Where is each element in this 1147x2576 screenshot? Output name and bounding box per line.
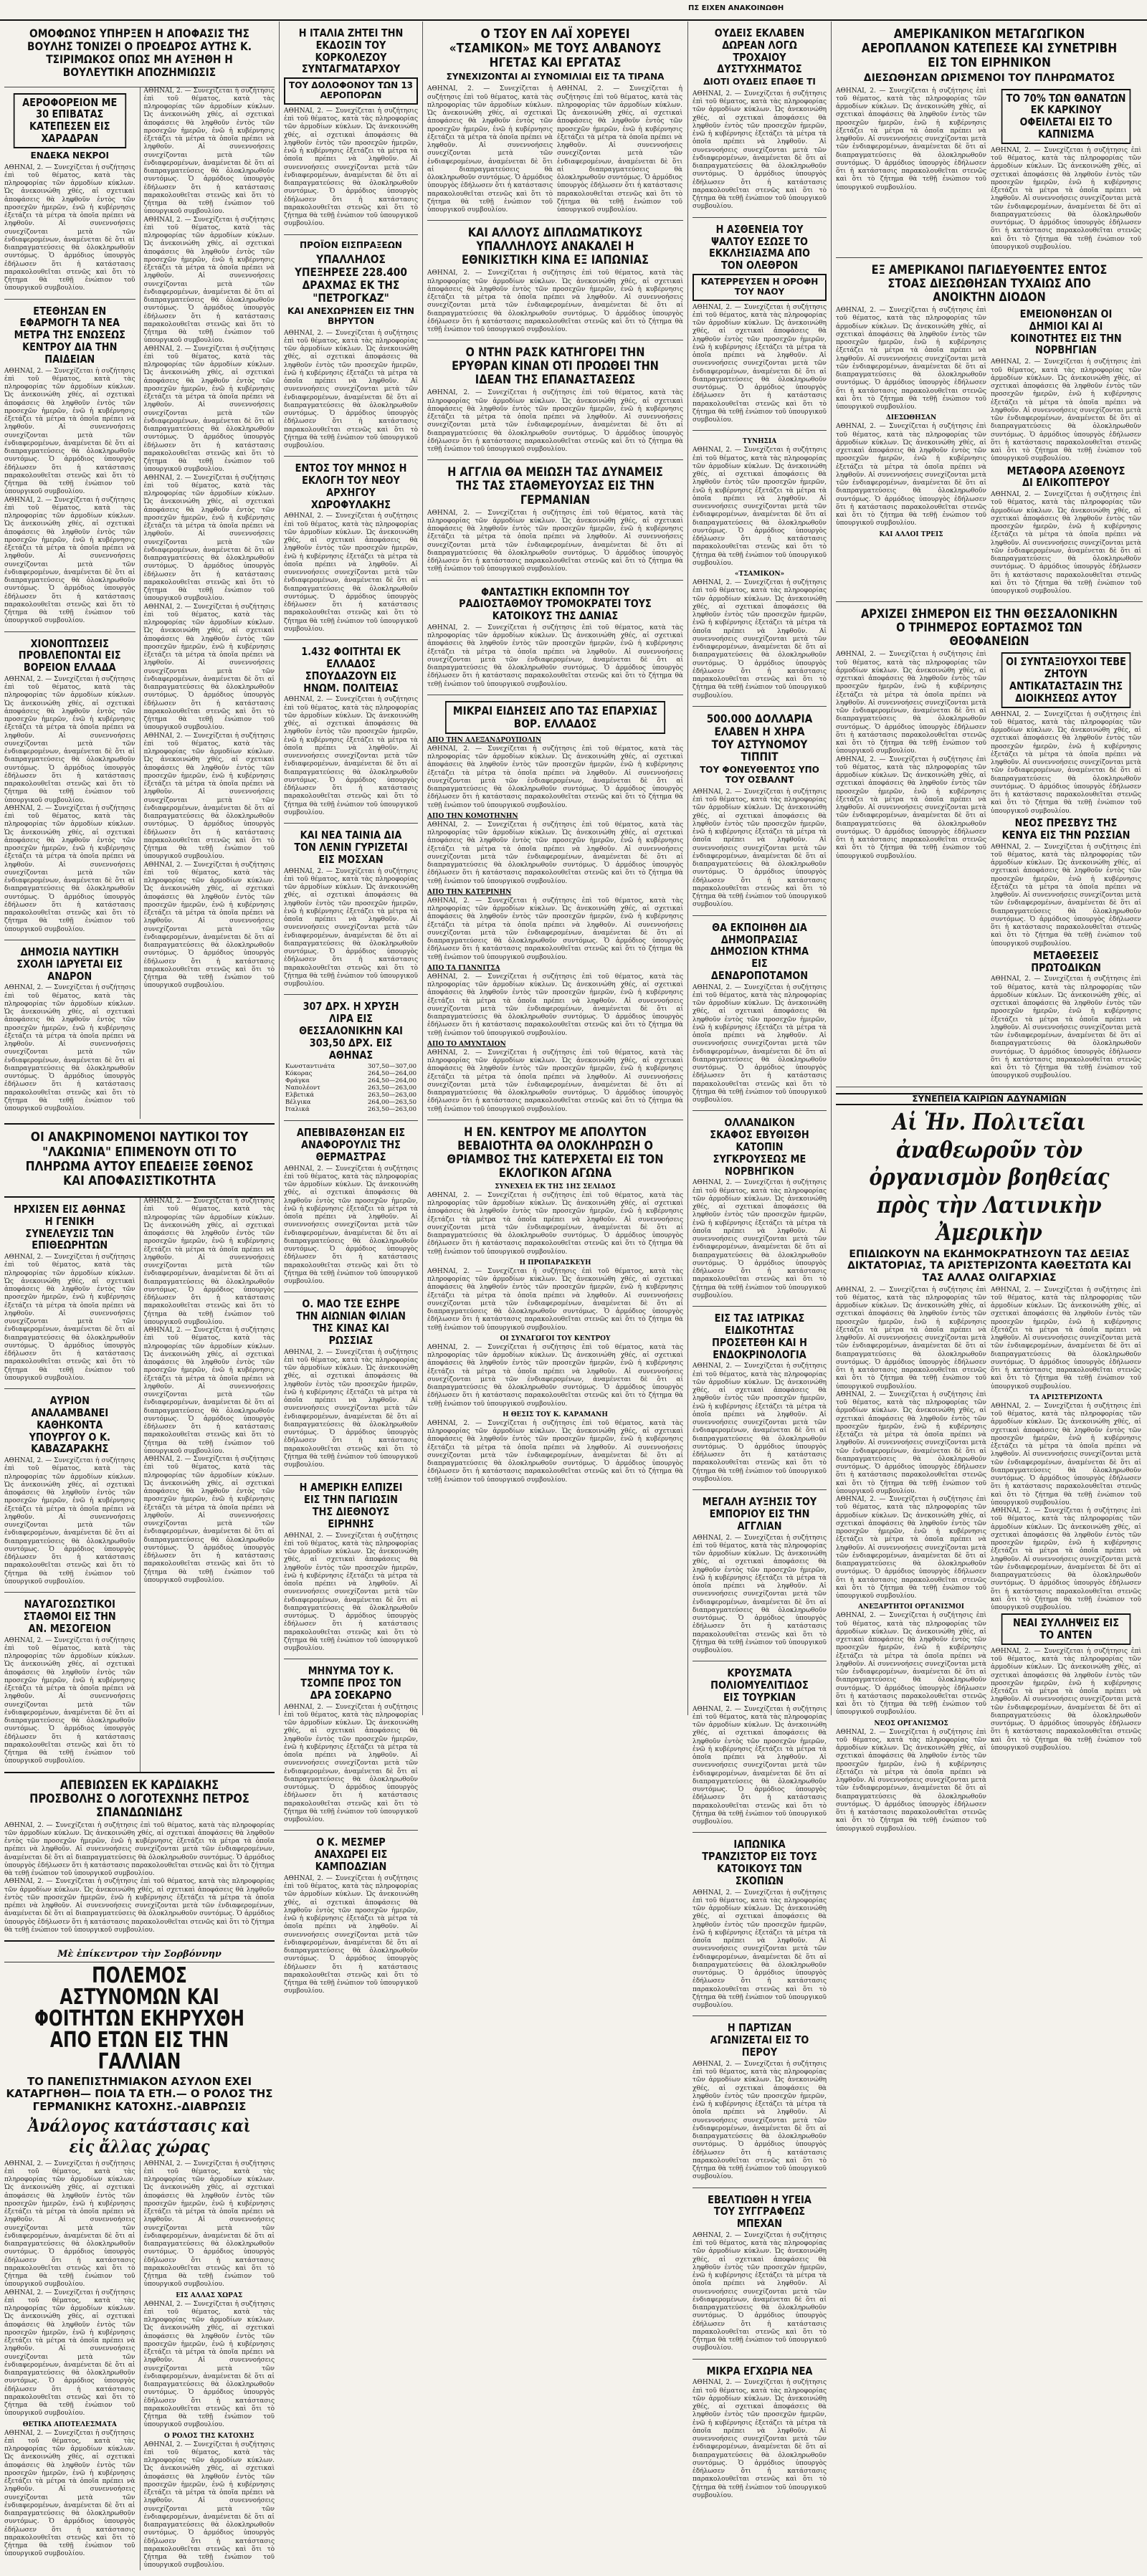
- body-text: ΑΘΗΝΑΙ, 2. — Συνεχίζεται ἡ συζήτησις ἐπὶ τοῦ θέματος, κατὰ τὰς πληροφορίας τῶν ἁρμοδίων κύκλων. Ὡς ἀνεκοινώθη χθές, αἱ σχετικαὶ ἀποφάσεις θὰ ληφθοῦν ἐντὸς τῶν προσεχῶν ἡμερῶν, ἐνῶ ἡ κυβέρνησις ἐξετάζει τὰ μέτρα τὰ ὁποῖα πρέπει νὰ ληφθοῦν. Αἱ συνεννοήσεις συνεχίζονται μετὰ τῶν ἐνδιαφερομένων, ἀναμένεται δὲ ὅτι αἱ διαπραγματεύσεις θὰ ὁλοκληρωθοῦν συντόμως. Ὁ ἁρμόδιος ὑπουργὸς ἐδήλωσεν ὅτι ἡ κατάστασις παρακολουθεῖται στενῶς καὶ ὅτι τὸ ζήτημα θὰ τεθῇ ἐνώπιον τοῦ ὑπουργικοῦ συμβουλίου.: [693, 1705, 827, 1826]
- price-row: [284, 1099, 418, 1106]
- article-tippit: [693, 707, 827, 916]
- body-text: ΑΘΗΝΑΙ, 2. — Συνεχίζεται ἡ συζήτησις ἐπὶ τοῦ θέματος, κατὰ τὰς πληροφορίας τῶν ἁρμοδίων κύκλων. Ὡς ἀνεκοινώθη χθές, αἱ σχετικαὶ ἀποφάσεις θὰ ληφθοῦν ἐντὸς τῶν προσεχῶν ἡμερῶν, ἐνῶ ἡ κυβέρνησις ἐξετάζει τὰ μέτρα τὰ ὁποῖα πρέπει νὰ ληφθοῦν. Αἱ συνεννοήσεις συνεχίζονται μετὰ τῶν ἐνδιαφερομένων, ἀναμένεται δὲ ὅτι αἱ διαπραγματεύσεις θὰ ὁλοκληρωθοῦν συντόμως. Ὁ ἁρμόδιος ὑπουργὸς ἐδήλωσεν ὅτι ἡ κατάστασις παρακολουθεῖται στενῶς καὶ ὅτι τὸ ζήτημα θὰ τεθῇ ἐνώπιον τοῦ ὑπουργικοῦ συμβουλίου.: [143, 1456, 275, 1584]
- col1-left: [4, 87, 135, 1120]
- intertitle: ΘΕΤΙΚΑ ΑΠΟΤΕΛΕΣΜΑΤΑ: [22, 2420, 117, 2428]
- body-text: ΑΘΗΝΑΙ, 2. — Συνεχίζεται ἡ συζήτησις ἐπὶ τοῦ θέματος, κατὰ τὰς πληροφορίας τῶν ἁρμοδίων κύκλων. Ὡς ἀνεκοινώθη χθές, αἱ σχετικαὶ ἀποφάσεις θὰ ληφθοῦν ἐντὸς τῶν προσεχῶν ἡμερῶν, ἐνῶ ἡ κυβέρνησις ἐξετάζει τὰ μέτρα τὰ ὁποῖα πρέπει νὰ ληφθοῦν. Αἱ συνεννοήσεις συνεχίζονται μετὰ τῶν ἐνδιαφερομένων, ἀναμένεται δὲ ὅτι αἱ διαπραγματεύσεις θὰ ὁλοκληρωθοῦν συντόμως. Ὁ ἁρμόδιος ὑπουργὸς ἐδήλωσεν ὅτι ἡ κατάστασις παρακολουθεῖται στενῶς καὶ ὅτι τὸ ζήτημα θὰ τεθῇ ἐνώπιον τοῦ ὑπουργικοῦ συμβουλίου.: [4, 1878, 275, 1934]
- place-heading: ΑΠΟ ΤΗΝ ΚΑΤΕΡΙΝΗΝ: [427, 888, 512, 896]
- body-text: ΑΘΗΝΑΙ, 2. — Συνεχίζεται ἡ συζήτησις ἐπὶ τοῦ θέματος, κατὰ τὰς πληροφορίας τῶν ἁρμοδίων κύκλων. Ὡς ἀνεκοινώθη χθές, αἱ σχετικαὶ ἀποφάσεις θὰ ληφθοῦν ἐντὸς τῶν προσεχῶν ἡμερῶν, ἐνῶ ἡ κυβέρνησις ἐξετάζει τὰ μέτρα τὰ ὁποῖα πρέπει νὰ ληφθοῦν. Αἱ συνεννοήσεις συνεχίζονται μετὰ τῶν ἐνδιαφερομένων, ἀναμένεται δὲ ὅτι αἱ διαπραγματεύσεις θὰ ὁλοκληρωθοῦν συντόμως. Ὁ ἁρμόδιος ὑπουργὸς ἐδήλωσεν ὅτι ἡ κατάστασις παρακολουθεῖται στενῶς καὶ ὅτι τὸ ζήτημα θὰ τεθῇ ἐνώπιον τοῦ ὑπουργικοῦ συμβουλίου.: [427, 85, 553, 214]
- article-enosi-kentrou: [427, 1120, 683, 1490]
- article-body-split: [427, 85, 683, 214]
- price-row: [284, 1084, 418, 1092]
- body-text: ΑΘΗΝΑΙ, 2. — Συνεχίζεται ἡ συζήτησις ἐπὶ τοῦ θέματος, κατὰ τὰς πληροφορίας τῶν ἁρμοδίων κύκλων. Ὡς ἀνεκοινώθη χθές, αἱ σχετικαὶ ἀποφάσεις θὰ ληφθοῦν ἐντὸς τῶν προσεχῶν ἡμερῶν, ἐνῶ ἡ κυβέρνησις ἐξετάζει τὰ μέτρα τὰ ὁποῖα πρέπει νὰ ληφθοῦν. Αἱ συνεννοήσεις συνεχίζονται μετὰ τῶν ἐνδιαφερομένων, ἀναμένεται δὲ ὅτι αἱ διαπραγματεύσεις θὰ ὁλοκληρωθοῦν συντόμως. Ὁ ἁρμόδιος ὑπουργὸς ἐδήλωσεν ὅτι ἡ κατάστασις παρακολουθεῖται στενῶς καὶ ὅτι τὸ ζήτημα θὰ τεθῇ ἐνώπιον τοῦ ὑπουργικοῦ συμβουλίου.: [991, 1402, 1141, 1507]
- headline: ΜΕΓΑΛΗ ΑΥΞΗΣΙΣ ΤΟΥ ΕΜΠΟΡΙΟΥ ΕΙΣ ΤΗΝ ΑΓΓΛΙΑΝ: [702, 1495, 817, 1532]
- place-heading: ΑΠΟ ΤΑ ΓΙΑΝΝΙΤΣΑ: [427, 964, 500, 972]
- headline: ΑΠΕΒΙΩΣΕΝ ΕΚ ΚΑΡΔΙΑΚΗΣ ΠΡΟΣΒΟΛΗΣ Ο ΛΟΓΟΤΕΧΝΗΣ ΠΕΤΡΟΣ ΣΠΑΝΔΩΝΙΔΗΣ: [29, 1778, 249, 1820]
- article-dystyxima: [693, 22, 827, 218]
- headline: ΘΑ ΕΚΠΟΙΗΘΗ ΔΙΑ ΔΗΜΟΠΡΑΣΙΑΣ ΔΗΜΟΣΙΟΝ ΚΤΗΜΑ ΕΙΣ ΔΕΝΔΡΟΠΟΤΑΜΟΝ: [710, 920, 809, 982]
- price-table: [284, 1063, 418, 1113]
- body-text: ΑΘΗΝΑΙ, 2. — Συνεχίζεται ἡ συζήτησις ἐπὶ τοῦ θέματος, κατὰ τὰς πληροφορίας τῶν ἁρμοδίων κύκλων. Ὡς ἀνεκοινώθη χθές, αἱ σχετικαὶ ἀποφάσεις θὰ ληφθοῦν ἐντὸς τῶν προσεχῶν ἡμερῶν, ἐνῶ ἡ κυβέρνησις ἐξετάζει τὰ μέτρα τὰ ὁποῖα πρέπει νὰ ληφθοῦν. Αἱ συνεννοήσεις συνεχίζονται μετὰ τῶν ἐνδιαφερομένων, ἀναμένεται δὲ ὅτι αἱ διαπραγματεύσεις θὰ ὁλοκληρωθοῦν συντόμως. Ὁ ἁρμόδιος ὑπουργὸς ἐδήλωσεν ὅτι ἡ κατάστασις παρακολουθεῖται στενῶς καὶ ὅτι τὸ ζήτημα θὰ τεθῇ ἐνώπιον τοῦ ὑπουργικοῦ συμβουλίου.: [143, 2300, 275, 2429]
- headline: ΑΥΡΙΟΝ ΑΝΑΛΑΜΒΑΝΕΙ ΚΑΘΗΚΟΝΤΑ ΥΠΟΥΡΓΟΥ Ο Κ. ΚΑΒΑΖΑΡΑΚΗΣ: [29, 1394, 110, 1456]
- column-2: [280, 22, 423, 1995]
- article-italia: [284, 22, 418, 235]
- body-text: ΑΘΗΝΑΙ, 2. — Συνεχίζεται ἡ συζήτησις ἐπὶ τοῦ θέματος, κατὰ τὰς πληροφορίας τῶν ἁρμοδίων κύκλων. Ὡς ἀνεκοινώθη χθές, αἱ σχετικαὶ ἀποφάσεις θὰ ληφθοῦν ἐντὸς τῶν προσεχῶν ἡμερῶν, ἐνῶ ἡ κυβέρνησις ἐξετάζει τὰ μέτρα τὰ ὁποῖα πρέπει νὰ ληφθοῦν. Αἱ συνεννοήσεις συνεχίζονται μετὰ τῶν ἐνδιαφερομένων, ἀναμένεται δὲ ὅτι αἱ διαπραγματεύσεις θὰ ὁλοκληρωθοῦν συντόμως. Ὁ ἁρμόδιος ὑπουργὸς ἐδήλωσεν ὅτι ἡ κατάστασις παρακολουθεῖται στενῶς καὶ ὅτι τὸ ζήτημα θὰ τεθῇ ἐνώπιον τοῦ ὑπουργικοῦ συμβουλίου.: [836, 423, 986, 528]
- body-text: ΑΘΗΝΑΙ, 2. — Συνεχίζεται ἡ συζήτησις ἐπὶ τοῦ θέματος, κατὰ τὰς πληροφορίας τῶν ἁρμοδίων κύκλων. Ὡς ἀνεκοινώθη χθές, αἱ σχετικαὶ ἀποφάσεις θὰ ληφθοῦν ἐντὸς τῶν προσεχῶν ἡμερῶν, ἐνῶ ἡ κυβέρνησις ἐξετάζει τὰ μέτρα τὰ ὁποῖα πρέπει νὰ ληφθοῦν. Αἱ συνεννοήσεις συνεχίζονται μετὰ τῶν ἐνδιαφερομένων, ἀναμένεται δὲ ὅτι αἱ διαπραγματεύσεις θὰ ὁλοκληρωθοῦν συντόμως. Ὁ ἁρμόδιος ὑπουργὸς ἐδήλωσεν ὅτι ἡ κατάστασις παρακολουθεῖται στενῶς καὶ ὅτι τὸ ζήτημα θὰ τεθῇ ἐνώπιον τοῦ ὑπουργικοῦ συμβουλίου.: [284, 1874, 418, 1995]
- body-text: ΑΘΗΝΑΙ, 2. — Συνεχίζεται ἡ συζήτησις ἐπὶ τοῦ θέματος, κατὰ τὰς πληροφορίας τῶν ἁρμοδίων κύκλων. Ὡς ἀνεκοινώθη χθές, αἱ σχετικαὶ ἀποφάσεις θὰ ληφθοῦν ἐντὸς τῶν προσεχῶν ἡμερῶν, ἐνῶ ἡ κυβέρνησις ἐξετάζει τὰ μέτρα τὰ ὁποῖα πρέπει νὰ ληφθοῦν. Αἱ συνεννοήσεις συνεχίζονται μετὰ τῶν ἐνδιαφερομένων, ἀναμένεται δὲ ὅτι αἱ διαπραγματεύσεις θὰ ὁλοκληρωθοῦν συντόμως. Ὁ ἁρμόδιος ὑπουργὸς ἐδήλωσεν ὅτι ἡ κατάστασις παρακολουθεῖται στενῶς καὶ ὅτι τὸ ζήτημα θὰ τεθῇ ἐνώπιον τοῦ ὑπουργικοῦ συμβουλίου.: [143, 345, 275, 474]
- column-3: [423, 22, 688, 1715]
- body-text: ΑΘΗΝΑΙ, 2. — Συνεχίζεται ἡ συζήτησις ἐπὶ τοῦ θέματος, κατὰ τὰς πληροφορίας τῶν ἁρμοδίων κύκλων. Ὡς ἀνεκοινώθη χθές, αἱ σχετικαὶ ἀποφάσεις θὰ ληφθοῦν ἐντὸς τῶν προσεχῶν ἡμερῶν, ἐνῶ ἡ κυβέρνησις ἐξετάζει τὰ μέτρα τὰ ὁποῖα πρέπει νὰ ληφθοῦν. Αἱ συνεννοήσεις συνεχίζονται μετὰ τῶν ἐνδιαφερομένων, ἀναμένεται δὲ ὅτι αἱ διαπραγματεύσεις θὰ ὁλοκληρωθοῦν συντόμως. Ὁ ἁρμόδιος ὑπουργὸς ἐδήλωσεν ὅτι ἡ κατάστασις παρακολουθεῖται στενῶς καὶ ὅτι τὸ ζήτημα θὰ τεθῇ ἐνώπιον τοῦ ὑπουργικοῦ συμβουλίου.: [427, 821, 683, 885]
- headline: Ο. ΜΑΟ ΤΣΕ ΕΣΗΡΕ ΤΗΝ ΑΙΩΝΙΑΝ ΦΙΛΙΑΝ ΤΗΣ ΚΙΝΑΣ ΚΑΙ ΡΩΣΣΙΑΣ: [296, 1297, 406, 1347]
- headline: ΑΜΕΡΙΚΑΝΙΚΟΝ ΜΕΤΑΓΩΓΙΚΟΝ ΑΕΡΟΠΛΑΝΟΝ ΚΑΤΕΠΕΣΕ ΚΑΙ ΣΥΝΕΤΡΙΒΗ ΕΙΣ ΤΟΝ ΕΙΡΗΝΙΚΟΝ: [861, 27, 1118, 71]
- headline: ΟΜΟΦΩΝΟΣ ΥΠΗΡΞΕΝ Η ΑΠΟΦΑΣΙΣ ΤΗΣ ΒΟΥΛΗΣ ΤΟΝΙΖΕΙ Ο ΠΡΟΕΔΡΟΣ ΑΥΤΗΣ Κ. ΤΣΙΡΙΜΩΚΟΣ ΟΠΩΣ ΜΗ ΑΥΞΗΘΗ Η ΒΟΥΛΕΥΤΙΚΗ ΑΠΟΖΗΜΙΩΣΙΣ: [27, 27, 252, 79]
- intertitle: ΣΥΝΕΧΕΙΑ ΕΚ ΤΗΣ 1ΗΣ ΣΕΛΙΔΟΣ: [495, 1183, 616, 1191]
- body-text: ΑΘΗΝΑΙ, 2. — Συνεχίζεται ἡ συζήτησις ἐπὶ τοῦ θέματος, κατὰ τὰς πληροφορίας τῶν ἁρμοδίων κύκλων. Ὡς ἀνεκοινώθη χθές, αἱ σχετικαὶ ἀποφάσεις θὰ ληφθοῦν ἐντὸς τῶν προσεχῶν ἡμερῶν, ἐνῶ ἡ κυβέρνησις ἐξετάζει τὰ μέτρα τὰ ὁποῖα πρέπει νὰ ληφθοῦν. Αἱ συνεννοήσεις συνεχίζονται μετὰ τῶν ἐνδιαφερομένων, ἀναμένεται δὲ ὅτι αἱ διαπραγματεύσεις θὰ ὁλοκληρωθοῦν συντόμως. Ὁ ἁρμόδιος ὑπουργὸς ἐδήλωσεν ὅτι ἡ κατάστασις παρακολουθεῖται στενῶς καὶ ὅτι τὸ ζήτημα θὰ τεθῇ ἐνώπιον τοῦ ὑπουργικοῦ συμβουλίου.: [4, 1636, 135, 1765]
- price-label: Φράγκα: [285, 1077, 310, 1085]
- headline: ΜΕΤΑΦΟΡΑ ΑΣΘΕΝΟΥΣ ΔΙ ΕΛΙΚΟΠΤΕΡΟΥ: [1006, 464, 1125, 490]
- body-text: ΑΘΗΝΑΙ, 2. — Συνεχίζεται ἡ συζήτησις ἐπὶ τοῦ θέματος, κατὰ τὰς πληροφορίας τῶν ἁρμοδίων κύκλων. Ὡς ἀνεκοινώθη χθές, αἱ σχετικαὶ ἀποφάσεις θὰ ληφθοῦν ἐντὸς τῶν προσεχῶν ἡμερῶν, ἐνῶ ἡ κυβέρνησις ἐξετάζει τὰ μέτρα τὰ ὁποῖα πρέπει νὰ ληφθοῦν. Αἱ συνεννοήσεις συνεχίζονται μετὰ τῶν ἐνδιαφερομένων, ἀναμένεται δὲ ὅτι αἱ διαπραγματεύσεις θὰ ὁλοκληρωθοῦν συντόμως. Ὁ ἁρμόδιος ὑπουργὸς ἐδήλωσεν ὅτι ἡ κατάστασις παρακολουθεῖται στενῶς καὶ ὅτι τὸ ζήτημα θὰ τεθῇ ἐνώπιον τοῦ ὑπουργικοῦ συμβουλίου.: [427, 1267, 683, 1332]
- price-row: [284, 1070, 418, 1077]
- body-text: ΑΘΗΝΑΙ, 2. — Συνεχίζεται ἡ συζήτησις ἐπὶ τοῦ θέματος, κατὰ τὰς πληροφορίας τῶν ἁρμοδίων κύκλων. Ὡς ἀνεκοινώθη χθές, αἱ σχετικαὶ ἀποφάσεις θὰ ληφθοῦν ἐντὸς τῶν προσεχῶν ἡμερῶν, ἐνῶ ἡ κυβέρνησις ἐξετάζει τὰ μέτρα τὰ ὁποῖα πρέπει νὰ ληφθοῦν. Αἱ συνεννοήσεις συνεχίζονται μετὰ τῶν ἐνδιαφερομένων, ἀναμένεται δὲ ὅτι αἱ διαπραγματεύσεις θὰ ὁλοκληρωθοῦν συντόμως. Ὁ ἁρμόδιος ὑπουργὸς ἐδήλωσεν ὅτι ἡ κατάστασις παρακολουθεῖται στενῶς καὶ ὅτι τὸ ζήτημα θὰ τεθῇ ἐνώπιον τοῦ ὑπουργικοῦ συμβουλίου.: [427, 1419, 683, 1484]
- article-tynisia: [693, 431, 827, 707]
- article-amerika-eirini: [284, 1476, 418, 1659]
- body-text: ΑΘΗΝΑΙ, 2. — Συνεχίζεται ἡ συζήτησις ἐπὶ τοῦ θέματος, κατὰ τὰς πληροφορίας τῶν ἁρμοδίων κύκλων. Ὡς ἀνεκοινώθη χθές, αἱ σχετικαὶ ἀποφάσεις θὰ ληφθοῦν ἐντὸς τῶν προσεχῶν ἡμερῶν, ἐνῶ ἡ κυβέρνησις ἐξετάζει τὰ μέτρα τὰ ὁποῖα πρέπει νὰ ληφθοῦν. Αἱ συνεννοήσεις συνεχίζονται μετὰ τῶν ἐνδιαφερομένων, ἀναμένεται δὲ ὅτι αἱ διαπραγματεύσεις θὰ ὁλοκληρωθοῦν συντόμως. Ὁ ἁρμόδιος ὑπουργὸς ἐδήλωσεν ὅτι ἡ κατάστασις παρακολουθεῖται στενῶς καὶ ὅτι τὸ ζήτημα θὰ τεθῇ ἐνώπιον τοῦ ὑπουργικοῦ συμβουλίου.: [4, 804, 135, 933]
- kicker: Μὲ ἐπίκεντρον τὴν Σορβόννην: [4, 1949, 275, 1962]
- place-heading: ΑΠΟ ΤΟ ΑΜΥΝΤΑΙΟΝ: [427, 1040, 506, 1048]
- body-text: ΑΘΗΝΑΙ, 2. — Συνεχίζεται ἡ συζήτησις ἐπὶ τοῦ θέματος, κατὰ τὰς πληροφορίας τῶν ἁρμοδίων κύκλων. Ὡς ἀνεκοινώθη χθές, αἱ σχετικαὶ ἀποφάσεις θὰ ληφθοῦν ἐντὸς τῶν προσεχῶν ἡμερῶν, ἐνῶ ἡ κυβέρνησις ἐξετάζει τὰ μέτρα τὰ ὁποῖα πρέπει νὰ ληφθοῦν. Αἱ συνεννοήσεις συνεχίζονται μετὰ τῶν ἐνδιαφερομένων, ἀναμένεται δὲ ὅτι αἱ διαπραγματεύσεις θὰ ὁλοκληρωθοῦν συντόμως. Ὁ ἁρμόδιος ὑπουργὸς ἐδήλωσεν ὅτι ἡ κατάστασις παρακολουθεῖται στενῶς καὶ ὅτι τὸ ζήτημα θὰ τεθῇ ἐνώπιον τοῦ ὑπουργικοῦ συμβουλίου.: [427, 509, 683, 573]
- headline: Ο ΤΣΟΥ ΕΝ ΛΑΪ ΧΟΡΕΥΕΙ «ΤΣΑΜΙΚΟΝ» ΜΕ ΤΟΥΣ ΑΛΒΑΝΟΥΣ ΗΓΕΤΑΣ ΚΑΙ ΕΡΓΑΤΑΣ: [449, 27, 662, 71]
- subheadline: ΕΠΙΔΙΩΚΟΥΝ ΝΑ ΕΚΔΗΜΟΚΡΑΤΗΣΟΥΝ ΤΑΣ ΔΕΞΙΑΣ ΔΙΚΤΑΤΟΡΙΑΣ, ΤΑ ΑΡΙΣΤΕΡΙΖΟΝΤΑ ΚΑΘΕΣΤΩΤΑ ΚΑΙ ΤΑΣ ΑΛΛΑΣ ΟΛΙΓΑΡΧΙΑΣ: [847, 1249, 1131, 1284]
- article-endokrinologia: [693, 1307, 827, 1490]
- headline: Ο ΝΤΗΝ ΡΑΣΚ ΚΑΤΗΓΟΡΕΙ ΤΗΝ ΕΡΥΘΡΑΝ ΚΙΝΑΝ ΟΤΙ ΠΡΟΩΘΕΙ ΤΗΝ ΙΔΕΑΝ ΤΗΣ ΕΠΑΝΑΣΤΑΣΕΩΣ: [452, 345, 659, 388]
- body-text: ΑΘΗΝΑΙ, 2. — Συνεχίζεται ἡ συζήτησις ἐπὶ τοῦ θέματος, κατὰ τὰς πληροφορίας τῶν ἁρμοδίων κύκλων. Ὡς ἀνεκοινώθη χθές, αἱ σχετικαὶ ἀποφάσεις θὰ ληφθοῦν ἐντὸς τῶν προσεχῶν ἡμερῶν, ἐνῶ ἡ κυβέρνησις ἐξετάζει τὰ μέτρα τὰ ὁποῖα πρέπει νὰ ληφθοῦν. Αἱ συνεννοήσεις συνεχίζονται μετὰ τῶν ἐνδιαφερομένων, ἀναμένεται δὲ ὅτι αἱ διαπραγματεύσεις θὰ ὁλοκληρωθοῦν συντόμως. Ὁ ἁρμόδιος ὑπουργὸς ἐδήλωσεν ὅτι ἡ κατάστασις παρακολουθεῖται στενῶς καὶ ὅτι τὸ ζήτημα θὰ τεθῇ ἐνώπιον τοῦ ὑπουργικοῦ συμβουλίου.: [284, 107, 418, 228]
- article-bouli: [4, 22, 275, 87]
- body-text: ΑΘΗΝΑΙ, 2. — Συνεχίζεται ἡ συζήτησις ἐπὶ τοῦ θέματος, κατὰ τὰς πληροφορίας τῶν ἁρμοδίων κύκλων. Ὡς ἀνεκοινώθη χθές, αἱ σχετικαὶ ἀποφάσεις θὰ ληφθοῦν ἐντὸς τῶν προσεχῶν ἡμερῶν, ἐνῶ ἡ κυβέρνησις ἐξετάζει τὰ μέτρα τὰ ὁποῖα πρέπει νὰ ληφθοῦν. Αἱ συνεννοήσεις συνεχίζονται μετὰ τῶν ἐνδιαφερομένων, ἀναμένεται δὲ ὅτι αἱ διαπραγματεύσεις θὰ ὁλοκληρωθοῦν συντόμως. Ὁ ἁρμόδιος ὑπουργὸς ἐδήλωσεν ὅτι ἡ κατάστασις παρακολουθεῖται στενῶς καὶ ὅτι τὸ ζήτημα θὰ τεθῇ ἐνώπιον τοῦ ὑπουργικοῦ συμβουλίου.: [143, 2160, 275, 2289]
- article-mikra-nea: [693, 2360, 827, 2506]
- article-anglia: [427, 460, 683, 580]
- headline: ΑΠΕΒΙΒΑΣΘΗΣΑΝ ΕΙΣ ΑΝΑΦΟΡΟΥΛΙΣ ΤΗΣ ΘΕΡΜΑΣΤΡΑΣ: [296, 1126, 406, 1163]
- intertitle: Η ΠΡΟΠΑΡΑΣΚΕΥΗ: [519, 1259, 591, 1266]
- subheadline: ΚΑΤΕΡΡΕΥΣΕΝ Η ΟΡΟΦΗ ΤΟΥ ΝΑΟΥ: [693, 274, 827, 301]
- body-text: ΑΘΗΝΑΙ, 2. — Συνεχίζεται ἡ συζήτησις ἐπὶ τοῦ θέματος, κατὰ τὰς πληροφορίας τῶν ἁρμοδίων κύκλων. Ὡς ἀνεκοινώθη χθές, αἱ σχετικαὶ ἀποφάσεις θὰ ληφθοῦν ἐντὸς τῶν προσεχῶν ἡμερῶν, ἐνῶ ἡ κυβέρνησις ἐξετάζει τὰ μέτρα τὰ ὁποῖα πρέπει νὰ ληφθοῦν. Αἱ συνεννοήσεις συνεχίζονται μετὰ τῶν ἐνδιαφερομένων, ἀναμένεται δὲ ὅτι αἱ διαπραγματεύσεις θὰ ὁλοκληρωθοῦν συντόμως. Ὁ ἁρμόδιος ὑπουργὸς ἐδήλωσεν ὅτι ἡ κατάστασις παρακολουθεῖται στενῶς καὶ ὅτι τὸ ζήτημα θὰ τεθῇ ἐνώπιον τοῦ ὑπουργικοῦ συμβουλίου.: [427, 1343, 683, 1408]
- article-foitites: [284, 640, 418, 824]
- body-text: ΑΘΗΝΑΙ, 2. — Συνεχίζεται ἡ συζήτησις ἐπὶ τοῦ θέματος, κατὰ τὰς πληροφορίας τῶν ἁρμοδίων κύκλων. Ὡς ἀνεκοινώθη χθές, αἱ σχετικαὶ ἀποφάσεις θὰ ληφθοῦν ἐντὸς τῶν προσεχῶν ἡμερῶν, ἐνῶ ἡ κυβέρνησις ἐξετάζει τὰ μέτρα τὰ ὁποῖα πρέπει νὰ ληφθοῦν. Αἱ συνεννοήσεις συνεχίζονται μετὰ τῶν ἐνδιαφερομένων, ἀναμένεται δὲ ὅτι αἱ διαπραγματεύσεις θὰ ὁλοκληρωθοῦν συντόμως. Ὁ ἁρμόδιος ὑπουργὸς ἐδήλωσεν ὅτι ἡ κατάστασις παρακολουθεῖται στενῶς καὶ ὅτι τὸ ζήτημα θὰ τεθῇ ἐνώπιον τοῦ ὑπουργικοῦ συμβουλίου.: [143, 87, 275, 216]
- col1-right: [140, 87, 275, 1120]
- article-aeroforeion: [4, 87, 135, 300]
- headline: Η ΑΓΓΛΙΑ ΘΑ ΜΕΙΩΣΗ ΤΑΣ ΔΥΝΑΜΕΙΣ ΤΗΣ ΤΑΣ ΣΤΑΘΜΕΥΟΥΣΑΣ ΕΙΣ ΤΗΝ ΓΕΡΜΑΝΙΑΝ: [447, 465, 663, 507]
- body-text: ΑΘΗΝΑΙ, 2. — Συνεχίζεται ἡ συζήτησις ἐπὶ τοῦ θέματος, κατὰ τὰς πληροφορίας τῶν ἁρμοδίων κύκλων. Ὡς ἀνεκοινώθη χθές, αἱ σχετικαὶ ἀποφάσεις θὰ ληφθοῦν ἐντὸς τῶν προσεχῶν ἡμερῶν, ἐνῶ ἡ κυβέρνησις ἐξετάζει τὰ μέτρα τὰ ὁποῖα πρέπει νὰ ληφθοῦν. Αἱ συνεννοήσεις συνεχίζονται μετὰ τῶν ἐνδιαφερομένων, ἀναμένεται δὲ ὅτι αἱ διαπραγματεύσεις θὰ ὁλοκληρωθοῦν συντόμως. Ὁ ἁρμόδιος ὑπουργὸς ἐδήλωσεν ὅτι ἡ κατάστασις παρακολουθεῖται στενῶς καὶ ὅτι τὸ ζήτημα θὰ τεθῇ ἐνώπιον τοῦ ὑπουργικοῦ συμβουλίου.: [693, 1179, 827, 1299]
- body-text: ΑΘΗΝΑΙ, 2. — Συνεχίζεται ἡ συζήτησις ἐπὶ τοῦ θέματος, κατὰ τὰς πληροφορίας τῶν ἁρμοδίων κύκλων. Ὡς ἀνεκοινώθη χθές, αἱ σχετικαὶ ἀποφάσεις θὰ ληφθοῦν ἐντὸς τῶν προσεχῶν ἡμερῶν, ἐνῶ ἡ κυβέρνησις ἐξετάζει τὰ μέτρα τὰ ὁποῖα πρέπει νὰ ληφθοῦν. Αἱ συνεννοήσεις συνεχίζονται μετὰ τῶν ἐνδιαφερομένων, ἀναμένεται δὲ ὅτι αἱ διαπραγματεύσεις θὰ ὁλοκληρωθοῦν συντόμως. Ὁ ἁρμόδιος ὑπουργὸς ἐδήλωσεν ὅτι ἡ κατάστασις παρακολουθεῖται στενῶς καὶ ὅτι τὸ ζήτημα θὰ τεθῇ ἐνώπιον τοῦ ὑπουργικοῦ συμβουλίου.: [4, 1457, 135, 1585]
- headline: ΦΑΝΤΑΣΤΙΚΗ ΕΚΠΟΜΠΗ ΤΟΥ ΡΑΔΙΟΣΤΑΘΜΟΥ ΤΡΟΜΟΚΡΑΤΕΙ ΤΟΥΣ ΚΑΤΟΙΚΟΥΣ ΤΗΣ ΔΑΝΙΑΣ: [459, 585, 652, 623]
- article-polio: [693, 1661, 827, 1833]
- body-text: ΑΘΗΝΑΙ, 2. — Συνεχίζεται ἡ συζήτησις ἐπὶ τοῦ θέματος, κατὰ τὰς πληροφορίας τῶν ἁρμοδίων κύκλων. Ὡς ἀνεκοινώθη χθές, αἱ σχετικαὶ ἀποφάσεις θὰ ληφθοῦν ἐντὸς τῶν προσεχῶν ἡμερῶν, ἐνῶ ἡ κυβέρνησις ἐξετάζει τὰ μέτρα τὰ ὁποῖα πρέπει νὰ ληφθοῦν. Αἱ συνεννοήσεις συνεχίζονται μετὰ τῶν ἐνδιαφερομένων, ἀναμένεται δὲ ὅτι αἱ διαπραγματεύσεις θὰ ὁλοκληρωθοῦν συντόμως. Ὁ ἁρμόδιος ὑπουργὸς ἐδήλωσεν ὅτι ἡ κατάστασις παρακολουθεῖται στενῶς καὶ ὅτι τὸ ζήτημα θὰ τεθῇ ἐνώπιον τοῦ ὑπουργικοῦ συμβουλίου.: [836, 87, 986, 191]
- intertitle: ΚΑΙ ΑΛΛΟΙ ΤΡΕΙΣ: [879, 530, 943, 538]
- article-skafos: [693, 1111, 827, 1307]
- price-value: 263,50—263,00: [368, 1084, 417, 1092]
- article-body-split: [836, 87, 1143, 252]
- headline: ΚΑΙ ΑΛΛΟΥΣ ΔΙΠΛΩΜΑΤΙΚΟΥΣ ΥΠΑΛΛΗΛΟΥΣ ΑΝΑΚΑΛΕΙ Η ΕΘΝΙΚΙΣΤΙΚΗ ΚΙΝΑ ΕΞ ΙΑΠΩΝΙΑΣ: [461, 226, 649, 268]
- article-body-split: [836, 651, 1143, 1080]
- headline: ΜΕΤΑΘΕΣΕΙΣ ΠΡΩΤΟΔΙΚΩΝ: [1031, 948, 1101, 974]
- body-text: ΑΘΗΝΑΙ, 2. — Συνεχίζεται ἡ συζήτησις ἐπὶ τοῦ θέματος, κατὰ τὰς πληροφορίας τῶν ἁρμοδίων κύκλων. Ὡς ἀνεκοινώθη χθές, αἱ σχετικαὶ ἀποφάσεις θὰ ληφθοῦν ἐντὸς τῶν προσεχῶν ἡμερῶν, ἐνῶ ἡ κυβέρνησις ἐξετάζει τὰ μέτρα τὰ ὁποῖα πρέπει νὰ ληφθοῦν. Αἱ συνεννοήσεις συνεχίζονται μετὰ τῶν ἐνδιαφερομένων, ἀναμένεται δὲ ὅτι αἱ διαπραγματεύσεις θὰ ὁλοκληρωθοῦν συντόμως. Ὁ ἁρμόδιος ὑπουργὸς ἐδήλωσεν ὅτι ἡ κατάστασις παρακολουθεῖται στενῶς καὶ ὅτι τὸ ζήτημα θὰ τεθῇ ἐνώπιον τοῦ ὑπουργικοῦ συμβουλίου.: [4, 496, 135, 625]
- col1-split: [4, 87, 275, 1120]
- intertitle: ΤΑ ΑΡΙΣΤΕΡΙΖΟΝΤΑ: [1029, 1393, 1103, 1401]
- article-lakonia: [4, 1123, 275, 1198]
- headline: ΜΙΚΡΑΙ ΕΙΔΗΣΕΙΣ ΑΠΟ ΤΑΣ ΕΠΑΡΧΙΑΣ ΒΟΡ. ΕΛΛΑΔΟΣ: [445, 701, 665, 734]
- headline: ΠΟΛΕΜΟΣ ΑΣΤΥΝΟΜΩΝ ΚΑΙ ΦΟΙΤΗΤΩΝ ΕΚΗΡΥΧΘΗ ΑΠΟ ΕΤΩΝ ΕΙΣ ΤΗΝ ΓΑΛΛΙΑΝ: [34, 1963, 244, 2075]
- headline: ΕΜΕΙΟΝΘΗΣΑΝ ΟΙ ΔΗΜΙΟΙ ΚΑΙ ΑΙ ΚΟΙΝΟΤΗΤΕΣ ΕΙΣ ΤΗΝ ΝΟΡΒΗΓΙΑΝ: [1010, 307, 1122, 357]
- body-text: ΑΘΗΝΑΙ, 2. — Συνεχίζεται ἡ συζήτησις ἐπὶ τοῦ θέματος, κατὰ τὰς πληροφορίας τῶν ἁρμοδίων κύκλων. Ὡς ἀνεκοινώθη χθές, αἱ σχετικαὶ ἀποφάσεις θὰ ληφθοῦν ἐντὸς τῶν προσεχῶν ἡμερῶν, ἐνῶ ἡ κυβέρνησις ἐξετάζει τὰ μέτρα τὰ ὁποῖα πρέπει νὰ ληφθοῦν. Αἱ συνεννοήσεις συνεχίζονται μετὰ τῶν ἐνδιαφερομένων, ἀναμένεται δὲ ὅτι αἱ διαπραγματεύσεις θὰ ὁλοκληρωθοῦν συντόμως. Ὁ ἁρμόδιος ὑπουργὸς ἐδήλωσεν ὅτι ἡ κατάστασις παρακολουθεῖται στενῶς καὶ ὅτι τὸ ζήτημα θὰ τεθῇ ἐνώπιον τοῦ ὑπουργικοῦ συμβουλίου.: [991, 710, 1141, 815]
- price-table-body: [284, 1063, 418, 1113]
- headline: ΟΛΛΑΝΔΙΚΟΝ ΣΚΑΦΟΣ ΕΒΥΘΙΣΘΗ ΚΑΤΟΠΙΝ ΣΥΓΚΡΟΥΣΕΩΣ ΜΕ ΝΟΡΒΗΓΙΚΟΝ: [710, 1116, 809, 1178]
- body-text: ΑΘΗΝΑΙ, 2. — Συνεχίζεται ἡ συζήτησις ἐπὶ τοῦ θέματος, κατὰ τὰς πληροφορίας τῶν ἁρμοδίων κύκλων. Ὡς ἀνεκοινώθη χθές, αἱ σχετικαὶ ἀποφάσεις θὰ ληφθοῦν ἐντὸς τῶν προσεχῶν ἡμερῶν, ἐνῶ ἡ κυβέρνησις ἐξετάζει τὰ μέτρα τὰ ὁποῖα πρέπει νὰ ληφθοῦν. Αἱ συνεννοήσεις συνεχίζονται μετὰ τῶν ἐνδιαφερομένων, ἀναμένεται δὲ ὅτι αἱ διαπραγματεύσεις θὰ ὁλοκληρωθοῦν συντόμως. Ὁ ἁρμόδιος ὑπουργὸς ἐδήλωσεν ὅτι ἡ κατάστασις παρακολουθεῖται στενῶς καὶ ὅτι τὸ ζήτημα θὰ τεθῇ ἐνώπιον τοῦ ὑπουργικοῦ συμβουλίου.: [991, 1647, 1141, 1752]
- topline: ΠΣ ΕΙΧΕΝ ΑΝΑΚΟΙΝΩΘΗ: [688, 4, 784, 12]
- body-text: ΑΘΗΝΑΙ, 2. — Συνεχίζεται ἡ συζήτησις ἐπὶ τοῦ θέματος, κατὰ τὰς πληροφορίας τῶν ἁρμοδίων κύκλων. Ὡς ἀνεκοινώθη χθές, αἱ σχετικαὶ ἀποφάσεις θὰ ληφθοῦν ἐντὸς τῶν προσεχῶν ἡμερῶν, ἐνῶ ἡ κυβέρνησις ἐξετάζει τὰ μέτρα τὰ ὁποῖα πρέπει νὰ ληφθοῦν. Αἱ συνεννοήσεις συνεχίζονται μετὰ τῶν ἐνδιαφερομένων, ἀναμένεται δὲ ὅτι αἱ διαπραγματεύσεις θὰ ὁλοκληρωθοῦν συντόμως. Ὁ ἁρμόδιος ὑπουργὸς ἐδήλωσεν ὅτι ἡ κατάστασις παρακολουθεῖται στενῶς καὶ ὅτι τὸ ζήτημα θὰ τεθῇ ἐνώπιον τοῦ ὑπουργικοῦ συμβουλίου.: [143, 603, 275, 732]
- subheadline: ΚΑΙ ΑΝΕΧΩΡΗΣΕΝ ΕΙΣ ΤΗΝ ΒΗΡΥΤΟΝ: [287, 305, 414, 326]
- body-text: ΑΘΗΝΑΙ, 2. — Συνεχίζεται ἡ συζήτησις ἐπὶ τοῦ θέματος, κατὰ τὰς πληροφορίας τῶν ἁρμοδίων κύκλων. Ὡς ἀνεκοινώθη χθές, αἱ σχετικαὶ ἀποφάσεις θὰ ληφθοῦν ἐντὸς τῶν προσεχῶν ἡμερῶν, ἐνῶ ἡ κυβέρνησις ἐξετάζει τὰ μέτρα τὰ ὁποῖα πρέπει νὰ ληφθοῦν. Αἱ συνεννοήσεις συνεχίζονται μετὰ τῶν ἐνδιαφερομένων, ἀναμένεται δὲ ὅτι αἱ διαπραγματεύσεις θὰ ὁλοκληρωθοῦν συντόμως. Ὁ ἁρμόδιος ὑπουργὸς ἐδήλωσεν ὅτι ἡ κατάστασις παρακολουθεῖται στενῶς καὶ ὅτι τὸ ζήτημα θὰ τεθῇ ἐνώπιον τοῦ ὑπουργικοῦ συμβουλίου.: [4, 367, 135, 496]
- article-latiniki-ameriki: [836, 1087, 1143, 1839]
- subheadline: ΕΝΔΕΚΑ ΝΕΚΡΟΙ: [30, 150, 109, 161]
- body-text: ΑΘΗΝΑΙ, 2. — Συνεχίζεται ἡ συζήτησις ἐπὶ τοῦ θέματος, κατὰ τὰς πληροφορίας τῶν ἁρμοδίων κύκλων. Ὡς ἀνεκοινώθη χθές, αἱ σχετικαὶ ἀποφάσεις θὰ ληφθοῦν ἐντὸς τῶν προσεχῶν ἡμερῶν, ἐνῶ ἡ κυβέρνησις ἐξετάζει τὰ μέτρα τὰ ὁποῖα πρέπει νὰ ληφθοῦν. Αἱ συνεννοήσεις συνεχίζονται μετὰ τῶν ἐνδιαφερομένων, ἀναμένεται δὲ ὅτι αἱ διαπραγματεύσεις θὰ ὁλοκληρωθοῦν συντόμως. Ὁ ἁρμόδιος ὑπουργὸς ἐδήλωσεν ὅτι ἡ κατάστασις παρακολουθεῖται στενῶς καὶ ὅτι τὸ ζήτημα θὰ τεθῇ ἐνώπιον τοῦ ὑπουργικοῦ συμβουλίου.: [693, 303, 827, 424]
- body-text: ΑΘΗΝΑΙ, 2. — Συνεχίζεται ἡ συζήτησις ἐπὶ τοῦ θέματος, κατὰ τὰς πληροφορίας τῶν ἁρμοδίων κύκλων. Ὡς ἀνεκοινώθη χθές, αἱ σχετικαὶ ἀποφάσεις θὰ ληφθοῦν ἐντὸς τῶν προσεχῶν ἡμερῶν, ἐνῶ ἡ κυβέρνησις ἐξετάζει τὰ μέτρα τὰ ὁποῖα πρέπει νὰ ληφθοῦν. Αἱ συνεννοήσεις συνεχίζονται μετὰ τῶν ἐνδιαφερομένων, ἀναμένεται δὲ ὅτι αἱ διαπραγματεύσεις θὰ ὁλοκληρωθοῦν συντόμως. Ὁ ἁρμόδιος ὑπουργὸς ἐδήλωσεν ὅτι ἡ κατάστασις παρακολουθεῖται στενῶς καὶ ὅτι τὸ ζήτημα θὰ τεθῇ ἐνώπιον τοῦ ὑπουργικοῦ συμβουλίου.: [284, 1532, 418, 1653]
- article-xorofylaki: [284, 457, 418, 640]
- price-label: Ελβετικά: [285, 1092, 314, 1099]
- body-text: ΑΘΗΝΑΙ, 2. — Συνεχίζεται ἡ συζήτησις ἐπὶ τοῦ θέματος, κατὰ τὰς πληροφορίας τῶν ἁρμοδίων κύκλων. Ὡς ἀνεκοινώθη χθές, αἱ σχετικαὶ ἀποφάσεις θὰ ληφθοῦν ἐντὸς τῶν προσεχῶν ἡμερῶν, ἐνῶ ἡ κυβέρνησις ἐξετάζει τὰ μέτρα τὰ ὁποῖα πρέπει νὰ ληφθοῦν. Αἱ συνεννοήσεις συνεχίζονται μετὰ τῶν ἐνδιαφερομένων, ἀναμένεται δὲ ὅτι αἱ διαπραγματεύσεις θὰ ὁλοκληρωθοῦν συντόμως. Ὁ ἁρμόδιος ὑπουργὸς ἐδήλωσεν ὅτι ἡ κατάστασις παρακολουθεῖται στενῶς καὶ ὅτι τὸ ζήτημα θὰ τεθῇ ἐνώπιον τοῦ ὑπουργικοῦ συμβουλίου.: [284, 867, 418, 988]
- headline: 1.432 ΦΟΙΤΗΤΑΙ ΕΚ ΕΛΛΑΔΟΣ ΣΠΟΥΔΑΖΟΥΝ ΕΙΣ ΗΝΩΜ. ΠΟΛΙΤΕΙΑΣ: [301, 645, 401, 695]
- article-theofaneia: [836, 602, 1143, 1087]
- headline: Η ΠΑΡΤΙΖΑΝ ΑΓΩΝΙΖΕΤΑΙ ΕΙΣ ΤΟ ΠΕΡΟΥ: [710, 2021, 809, 2059]
- body-text: ΑΘΗΝΑΙ, 2. — Συνεχίζεται ἡ συζήτησις ἐπὶ τοῦ θέματος, κατὰ τὰς πληροφορίας τῶν ἁρμοδίων κύκλων. Ὡς ἀνεκοινώθη χθές, αἱ σχετικαὶ ἀποφάσεις θὰ ληφθοῦν ἐντὸς τῶν προσεχῶν ἡμερῶν, ἐνῶ ἡ κυβέρνησις ἐξετάζει τὰ μέτρα τὰ ὁποῖα πρέπει νὰ ληφθοῦν. Αἱ συνεννοήσεις συνεχίζονται μετὰ τῶν ἐνδιαφερομένων, ἀναμένεται δὲ ὅτι αἱ διαπραγματεύσεις θὰ ὁλοκληρωθοῦν συντόμως. Ὁ ἁρμόδιος ὑπουργὸς ἐδήλωσεν ὅτι ἡ κατάστασις παρακολουθεῖται στενῶς καὶ ὅτι τὸ ζήτημα θὰ τεθῇ ἐνώπιον τοῦ ὑπουργικοῦ συμβουλίου.: [4, 1254, 135, 1382]
- subheadline-italic: Ἀνάλογος κατάστασις καὶ εἰς ἄλλας χώρας: [28, 2114, 251, 2157]
- article-body-right: [140, 2160, 275, 2570]
- col1-right-2: [140, 1198, 275, 1772]
- body-text: ΑΘΗΝΑΙ, 2. — Συνεχίζεται ἡ συζήτησις ἐπὶ τοῦ θέματος, κατὰ τὰς πληροφορίας τῶν ἁρμοδίων κύκλων. Ὡς ἀνεκοινώθη χθές, αἱ σχετικαὶ ἀποφάσεις θὰ ληφθοῦν ἐντὸς τῶν προσεχῶν ἡμερῶν, ἐνῶ ἡ κυβέρνησις ἐξετάζει τὰ μέτρα τὰ ὁποῖα πρέπει νὰ ληφθοῦν. Αἱ συνεννοήσεις συνεχίζονται μετὰ τῶν ἐνδιαφερομένων, ἀναμένεται δὲ ὅτι αἱ διαπραγματεύσεις θὰ ὁλοκληρωθοῦν συντόμως. Ὁ ἁρμόδιος ὑπουργὸς ἐδήλωσεν ὅτι ἡ κατάστασις παρακολουθεῖται στενῶς καὶ ὅτι τὸ ζήτημα θὰ τεθῇ ἐνώπιον τοῦ ὑπουργικοῦ συμβουλίου.: [693, 788, 827, 909]
- intertitle: ΝΕΟΣ ΟΡΓΑΝΙΣΜΟΣ: [874, 1719, 948, 1727]
- body-text: ΑΘΗΝΑΙ, 2. — Συνεχίζεται ἡ συζήτησις ἐπὶ τοῦ θέματος, κατὰ τὰς πληροφορίας τῶν ἁρμοδίων κύκλων. Ὡς ἀνεκοινώθη χθές, αἱ σχετικαὶ ἀποφάσεις θὰ ληφθοῦν ἐντὸς τῶν προσεχῶν ἡμερῶν, ἐνῶ ἡ κυβέρνησις ἐξετάζει τὰ μέτρα τὰ ὁποῖα πρέπει νὰ ληφθοῦν. Αἱ συνεννοήσεις συνεχίζονται μετὰ τῶν ἐνδιαφερομένων, ἀναμένεται δὲ ὅτι αἱ διαπραγματεύσεις θὰ ὁλοκληρωθοῦν συντόμως. Ὁ ἁρμόδιος ὑπουργὸς ἐδήλωσεν ὅτι ἡ κατάστασις παρακολουθεῖται στενῶς καὶ ὅτι τὸ ζήτημα θὰ τεθῇ ἐνώπιον τοῦ ὑπουργικοῦ συμβουλίου.: [427, 1191, 683, 1256]
- body-text: ΑΘΗΝΑΙ, 2. — Συνεχίζεται ἡ συζήτησις ἐπὶ τοῦ θέματος, κατὰ τὰς πληροφορίας τῶν ἁρμοδίων κύκλων. Ὡς ἀνεκοινώθη χθές, αἱ σχετικαὶ ἀποφάσεις θὰ ληφθοῦν ἐντὸς τῶν προσεχῶν ἡμερῶν, ἐνῶ ἡ κυβέρνησις ἐξετάζει τὰ μέτρα τὰ ὁποῖα πρέπει νὰ ληφθοῦν. Αἱ συνεννοήσεις συνεχίζονται μετὰ τῶν ἐνδιαφερομένων, ἀναμένεται δὲ ὅτι αἱ διαπραγματεύσεις θὰ ὁλοκληρωθοῦν συντόμως. Ὁ ἁρμόδιος ὑπουργὸς ἐδήλωσεν ὅτι ἡ κατάστασις παρακολουθεῖται στενῶς καὶ ὅτι τὸ ζήτημα θὰ τεθῇ ἐνώπιον τοῦ ὑπουργικοῦ συμβουλίου.: [991, 843, 1141, 948]
- article-navagosostikoi: [4, 1593, 135, 1771]
- top-rule: [0, 19, 1147, 21]
- headline: 500.000 ΔΟΛΛΑΡΙΑ ΕΛΑΒΕΝ Η ΧΗΡΑ ΤΟΥ ΑΣΤΥΝΟΜΟΥ ΤΙΠΠΙΤ: [706, 711, 813, 764]
- intertitle: ΑΝΕΞΑΡΤΗΤΟΙ ΟΡΓΑΝΙΣΜΟΙ: [857, 1603, 965, 1611]
- intertitle: ΔΙΕΣΩΘΗΣΑΝ: [885, 414, 937, 422]
- headline: ΙΑΠΩΝΙΚΑ ΤΡΑΝΖΙΣΤΟΡ ΕΙΣ ΤΟΥΣ ΚΑΤΟΙΚΟΥΣ ΤΩΝ ΣΚΟΠΙΩΝ: [702, 1838, 817, 1887]
- body-text: ΑΘΗΝΑΙ, 2. — Συνεχίζεται ἡ συζήτησις ἐπὶ τοῦ θέματος, κατὰ τὰς πληροφορίας τῶν ἁρμοδίων κύκλων. Ὡς ἀνεκοινώθη χθές, αἱ σχετικαὶ ἀποφάσεις θὰ ληφθοῦν ἐντὸς τῶν προσεχῶν ἡμερῶν, ἐνῶ ἡ κυβέρνησις ἐξετάζει τὰ μέτρα τὰ ὁποῖα πρέπει νὰ ληφθοῦν. Αἱ συνεννοήσεις συνεχίζονται μετὰ τῶν ἐνδιαφερομένων, ἀναμένεται δὲ ὅτι αἱ διαπραγματεύσεις θὰ ὁλοκληρωθοῦν συντόμως. Ὁ ἁρμόδιος ὑπουργὸς ἐδήλωσεν ὅτι ἡ κατάστασις παρακολουθεῖται στενῶς καὶ ὅτι τὸ ζήτημα θὰ τεθῇ ἐνώπιον τοῦ ὑπουργικοῦ συμβουλίου.: [693, 447, 827, 567]
- body-text: ΑΘΗΝΑΙ, 2. — Συνεχίζεται ἡ συζήτησις ἐπὶ τοῦ θέματος, κατὰ τὰς πληροφορίας τῶν ἁρμοδίων κύκλων. Ὡς ἀνεκοινώθη χθές, αἱ σχετικαὶ ἀποφάσεις θὰ ληφθοῦν ἐντὸς τῶν προσεχῶν ἡμερῶν, ἐνῶ ἡ κυβέρνησις ἐξετάζει τὰ μέτρα τὰ ὁποῖα πρέπει νὰ ληφθοῦν. Αἱ συνεννοήσεις συνεχίζονται μετὰ τῶν ἐνδιαφερομένων, ἀναμένεται δὲ ὅτι αἱ διαπραγματεύσεις θὰ ὁλοκληρωθοῦν συντόμως. Ὁ ἁρμόδιος ὑπουργὸς ἐδήλωσεν ὅτι ἡ κατάστασις παρακολουθεῖται στενῶς καὶ ὅτι τὸ ζήτημα θὰ τεθῇ ἐνώπιον τοῦ ὑπουργικοῦ συμβουλίου.: [143, 732, 275, 861]
- intertitle: ΟΙ ΣΥΝΑΓΩΓΟΙ ΤΟΥ ΚΕΝΤΡΟΥ: [500, 1335, 611, 1342]
- article-transistor: [693, 1833, 827, 2016]
- kicker: ΣΥΝΕΠΕΙΑ ΚΑΙΡΙΩΝ ΑΔΥΝΑΜΙΩΝ: [836, 1093, 1143, 1106]
- article-lira: [284, 995, 418, 1121]
- price-value: 264,50—264,00: [368, 1070, 417, 1078]
- body-text: ΑΘΗΝΑΙ, 2. — Συνεχίζεται ἡ συζήτησις ἐπὶ τοῦ θέματος, κατὰ τὰς πληροφορίας τῶν ἁρμοδίων κύκλων. Ὡς ἀνεκοινώθη χθές, αἱ σχετικαὶ ἀποφάσεις θὰ ληφθοῦν ἐντὸς τῶν προσεχῶν ἡμερῶν, ἐνῶ ἡ κυβέρνησις ἐξετάζει τὰ μέτρα τὰ ὁποῖα πρέπει νὰ ληφθοῦν. Αἱ συνεννοήσεις συνεχίζονται μετὰ τῶν ἐνδιαφερομένων, ἀναμένεται δὲ ὅτι αἱ διαπραγματεύσεις θὰ ὁλοκληρωθοῦν συντόμως. Ὁ ἁρμόδιος ὑπουργὸς ἐδήλωσεν ὅτι ἡ κατάστασις παρακολουθεῖται στενῶς καὶ ὅτι τὸ ζήτημα θὰ τεθῇ ἐνώπιον τοῦ ὑπουργικοῦ συμβουλίου.: [4, 1821, 275, 1878]
- place-heading: ΑΠΟ ΤΗΝ ΑΛΕΞΑΝΔΡΟΥΠΟΛΙΝ: [427, 736, 542, 744]
- body-text: ΑΘΗΝΑΙ, 2. — Συνεχίζεται ἡ συζήτησις ἐπὶ τοῦ θέματος, κατὰ τὰς πληροφορίας τῶν ἁρμοδίων κύκλων. Ὡς ἀνεκοινώθη χθές, αἱ σχετικαὶ ἀποφάσεις θὰ ληφθοῦν ἐντὸς τῶν προσεχῶν ἡμερῶν, ἐνῶ ἡ κυβέρνησις ἐξετάζει τὰ μέτρα τὰ ὁποῖα πρέπει νὰ ληφθοῦν. Αἱ συνεννοήσεις συνεχίζονται μετὰ τῶν ἐνδιαφερομένων, ἀναμένεται δὲ ὅτι αἱ διαπραγματεύσεις θὰ ὁλοκληρωθοῦν συντόμως. Ὁ ἁρμόδιος ὑπουργὸς ἐδήλωσεν ὅτι ἡ κατάστασις παρακολουθεῖται στενῶς καὶ ὅτι τὸ ζήτημα θὰ τεθῇ ἐνώπιον τοῦ ὑπουργικοῦ συμβουλίου.: [836, 1390, 986, 1495]
- body-text: ΑΘΗΝΑΙ, 2. — Συνεχίζεται ἡ συζήτησις ἐπὶ τοῦ θέματος, κατὰ τὰς πληροφορίας τῶν ἁρμοδίων κύκλων. Ὡς ἀνεκοινώθη χθές, αἱ σχετικαὶ ἀποφάσεις θὰ ληφθοῦν ἐντὸς τῶν προσεχῶν ἡμερῶν, ἐνῶ ἡ κυβέρνησις ἐξετάζει τὰ μέτρα τὰ ὁποῖα πρέπει νὰ ληφθοῦν. Αἱ συνεννοήσεις συνεχίζονται μετὰ τῶν ἐνδιαφερομένων, ἀναμένεται δὲ ὅτι αἱ διαπραγματεύσεις θὰ ὁλοκληρωθοῦν συντόμως. Ὁ ἁρμόδιος ὑπουργὸς ἐδήλωσεν ὅτι ἡ κατάστασις παρακολουθεῖται στενῶς καὶ ὅτι τὸ ζήτημα θὰ τεθῇ ἐνώπιον τοῦ ὑπουργικοῦ συμβουλίου.: [836, 755, 986, 860]
- body-text: ΑΘΗΝΑΙ, 2. — Συνεχίζεται ἡ συζήτησις ἐπὶ τοῦ θέματος, κατὰ τὰς πληροφορίας τῶν ἁρμοδίων κύκλων. Ὡς ἀνεκοινώθη χθές, αἱ σχετικαὶ ἀποφάσεις θὰ ληφθοῦν ἐντὸς τῶν προσεχῶν ἡμερῶν, ἐνῶ ἡ κυβέρνησις ἐξετάζει τὰ μέτρα τὰ ὁποῖα πρέπει νὰ ληφθοῦν. Αἱ συνεννοήσεις συνεχίζονται μετὰ τῶν ἐνδιαφερομένων, ἀναμένεται δὲ ὅτι αἱ διαπραγματεύσεις θὰ ὁλοκληρωθοῦν συντόμως. Ὁ ἁρμόδιος ὑπουργὸς ἐδήλωσεν ὅτι ἡ κατάστασις παρακολουθεῖται στενῶς καὶ ὅτι τὸ ζήτημα θὰ τεθῇ ἐνώπιον τοῦ ὑπουργικοῦ συμβουλίου.: [693, 1889, 827, 2010]
- headline: ΕΝΤΟΣ ΤΟΥ ΜΗΝΟΣ Η ΕΚΛΟΓΗ ΤΟΥ ΝΕΟΥ ΑΡΧΗΓΟΥ ΧΩΡΟΦΥΛΑΚΗΣ: [295, 462, 407, 511]
- body-text: ΑΘΗΝΑΙ, 2. — Συνεχίζεται ἡ συζήτησις ἐπὶ τοῦ θέματος, κατὰ τὰς πληροφορίας τῶν ἁρμοδίων κύκλων. Ὡς ἀνεκοινώθη χθές, αἱ σχετικαὶ ἀποφάσεις θὰ ληφθοῦν ἐντὸς τῶν προσεχῶν ἡμερῶν, ἐνῶ ἡ κυβέρνησις ἐξετάζει τὰ μέτρα τὰ ὁποῖα πρέπει νὰ ληφθοῦν. Αἱ συνεννοήσεις συνεχίζονται μετὰ τῶν ἐνδιαφερομένων, ἀναμένεται δὲ ὅτι αἱ διαπραγματεύσεις θὰ ὁλοκληρωθοῦν συντόμως. Ὁ ἁρμόδιος ὑπουργὸς ἐδήλωσεν ὅτι ἡ κατάστασις παρακολουθεῖται στενῶς καὶ ὅτι τὸ ζήτημα θὰ τεθῇ ἐνώπιον τοῦ ὑπουργικοῦ συμβουλίου.: [557, 85, 682, 214]
- subheadline: ΔΙΕΣΩΘΗΣΑΝ ΩΡΙΣΜΕΝΟΙ ΤΟΥ ΠΛΗΡΩΜΑΤΟΣ: [863, 72, 1115, 85]
- headline: ΧΙΟΝΟΠΤΩΣΕΙΣ ΠΡΟΒΛΕΠΟΝΤΑΙ ΕΙΣ ΒΟΡΕΙΟΝ ΕΛΛΑΔΑ: [18, 636, 121, 674]
- article-body-split: [836, 1287, 1143, 1833]
- headline: ΚΑΙ ΝΕΑ ΤΑΙΝΙΑ ΔΙΑ ΤΟΝ ΛΕΝΙΝ ΓΥΡΙΖΕΤΑΙ ΕΙΣ ΜΟΣΧΑΝ: [294, 829, 408, 866]
- article-mikrai-eidiseis: [427, 695, 683, 1120]
- article-dimoprasia: [693, 916, 827, 1112]
- body-text: ΑΘΗΝΑΙ, 2. — Συνεχίζεται ἡ συζήτησις ἐπὶ τοῦ θέματος, κατὰ τὰς πληροφορίας τῶν ἁρμοδίων κύκλων. Ὡς ἀνεκοινώθη χθές, αἱ σχετικαὶ ἀποφάσεις θὰ ληφθοῦν ἐντὸς τῶν προσεχῶν ἡμερῶν, ἐνῶ ἡ κυβέρνησις ἐξετάζει τὰ μέτρα τὰ ὁποῖα πρέπει νὰ ληφθοῦν. Αἱ συνεννοήσεις συνεχίζονται μετὰ τῶν ἐνδιαφερομένων, ἀναμένεται δὲ ὅτι αἱ διαπραγματεύσεις θὰ ὁλοκληρωθοῦν συντόμως. Ὁ ἁρμόδιος ὑπουργὸς ἐδήλωσεν ὅτι ἡ κατάστασις παρακολουθεῖται στενῶς καὶ ὅτι τὸ ζήτημα θὰ τεθῇ ἐνώπιον τοῦ ὑπουργικοῦ συμβουλίου.: [4, 2289, 135, 2418]
- headline: ΟΥΔΕΙΣ ΕΚΛΑΒΕΝ ΔΩΡΕΑΝ ΛΟΓΩ ΤΡΟΧΑΙΟΥ ΔΥΣΤΥΧΗΜΑΤΟΣ: [714, 27, 805, 76]
- headline: Αἱ Ἡν. Πολιτεῖαι ἀναθεωροῦν τὸν ὀργανισμὸν βοηθείας πρὸς τὴν Λατινικὴν Ἀμερικὴν: [869, 1108, 1110, 1246]
- article-ethnikistiki-kina: [427, 221, 683, 340]
- price-label: Ναπολέοντ: [285, 1084, 320, 1092]
- body-text: ΑΘΗΝΑΙ, 2. — Συνεχίζεται ἡ συζήτησις ἐπὶ τοῦ θέματος, κατὰ τὰς πληροφορίας τῶν ἁρμοδίων κύκλων. Ὡς ἀνεκοινώθη χθές, αἱ σχετικαὶ ἀποφάσεις θὰ ληφθοῦν ἐντὸς τῶν προσεχῶν ἡμερῶν, ἐνῶ ἡ κυβέρνησις ἐξετάζει τὰ μέτρα τὰ ὁποῖα πρέπει νὰ ληφθοῦν. Αἱ συνεννοήσεις συνεχίζονται μετὰ τῶν ἐνδιαφερομένων, ἀναμένεται δὲ ὅτι αἱ διαπραγματεύσεις θὰ ὁλοκληρωθοῦν συντόμως. Ὁ ἁρμόδιος ὑπουργὸς ἐδήλωσεν ὅτι ἡ κατάστασις παρακολουθεῖται στενῶς καὶ ὅτι τὸ ζήτημα θὰ τεθῇ ἐνώπιον τοῦ ὑπουργικοῦ συμβουλίου.: [143, 1198, 275, 1326]
- body-text: ΑΘΗΝΑΙ, 2. — Συνεχίζεται ἡ συζήτησις ἐπὶ τοῦ θέματος, κατὰ τὰς πληροφορίας τῶν ἁρμοδίων κύκλων. Ὡς ἀνεκοινώθη χθές, αἱ σχετικαὶ ἀποφάσεις θὰ ληφθοῦν ἐντὸς τῶν προσεχῶν ἡμερῶν, ἐνῶ ἡ κυβέρνησις ἐξετάζει τὰ μέτρα τὰ ὁποῖα πρέπει νὰ ληφθοῦν. Αἱ συνεννοήσεις συνεχίζονται μετὰ τῶν ἐνδιαφερομένων, ἀναμένεται δὲ ὅτι αἱ διαπραγματεύσεις θὰ ὁλοκληρωθοῦν συντόμως. Ὁ ἁρμόδιος ὑπουργὸς ἐδήλωσεν ὅτι ἡ κατάστασις παρακολουθεῖται στενῶς καὶ ὅτι τὸ ζήτημα θὰ τεθῇ ἐνώπιον τοῦ ὑπουργικοῦ συμβουλίου.: [836, 1612, 986, 1717]
- headline: ΝΕΟΣ ΠΡΕΣΒΥΣ ΤΗΣ ΚΕΝΥΑ ΕΙΣ ΤΗΝ ΡΩΣΣΙΑΝ: [1001, 816, 1131, 841]
- intertitle: «ΤΣΑΜΙΚΟΝ»: [734, 571, 785, 578]
- body-text: ΑΘΗΝΑΙ, 2. — Συνεχίζεται ἡ συζήτησις ἐπὶ τοῦ θέματος, κατὰ τὰς πληροφορίας τῶν ἁρμοδίων κύκλων. Ὡς ἀνεκοινώθη χθές, αἱ σχετικαὶ ἀποφάσεις θὰ ληφθοῦν ἐντὸς τῶν προσεχῶν ἡμερῶν, ἐνῶ ἡ κυβέρνησις ἐξετάζει τὰ μέτρα τὰ ὁποῖα πρέπει νὰ ληφθοῦν. Αἱ συνεννοήσεις συνεχίζονται μετὰ τῶν ἐνδιαφερομένων, ἀναμένεται δὲ ὅτι αἱ διαπραγματεύσεις θὰ ὁλοκληρωθοῦν συντόμως. Ὁ ἁρμόδιος ὑπουργὸς ἐδήλωσεν ὅτι ἡ κατάστασις παρακολουθεῖται στενῶς καὶ ὅτι τὸ ζήτημα θὰ τεθῇ ἐνώπιον τοῦ ὑπουργικοῦ συμβουλίου.: [693, 2060, 827, 2181]
- body-text: ΑΘΗΝΑΙ, 2. — Συνεχίζεται ἡ συζήτησις ἐπὶ τοῦ θέματος, κατὰ τὰς πληροφορίας τῶν ἁρμοδίων κύκλων. Ὡς ἀνεκοινώθη χθές, αἱ σχετικαὶ ἀποφάσεις θὰ ληφθοῦν ἐντὸς τῶν προσεχῶν ἡμερῶν, ἐνῶ ἡ κυβέρνησις ἐξετάζει τὰ μέτρα τὰ ὁποῖα πρέπει νὰ ληφθοῦν. Αἱ συνεννοήσεις συνεχίζονται μετὰ τῶν ἐνδιαφερομένων, ἀναμένεται δὲ ὅτι αἱ διαπραγματεύσεις θὰ ὁλοκληρωθοῦν συντόμως. Ὁ ἁρμόδιος ὑπουργὸς ἐδήλωσεν ὅτι ἡ κατάστασις παρακολουθεῖται στενῶς καὶ ὅτι τὸ ζήτημα θὰ τεθῇ ἐνώπιον τοῦ ὑπουργικοῦ συμβουλίου.: [284, 696, 418, 816]
- headline: Η ΕΝ. ΚΕΝΤΡΟΥ ΜΕ ΑΠΟΛΥΤΟΝ ΒΕΒΑΙΟΤΗΤΑ ΘΑ ΟΛΟΚΛΗΡΩΣΗ Ο ΘΡΙΑΜΒΟΣ ΤΗΣ ΚΑΤΕΡΧΕΤΑΙ ΕΙΣ ΤΟΝ ΕΚΛΟΓΙΚΟΝ ΑΓΩΝΑ: [447, 1125, 664, 1180]
- article-body-left: [4, 2160, 135, 2570]
- headline: ΔΗΜΟΣΙΑ ΝΑΥΤΙΚΗ ΣΧΟΛΗ ΙΔΡΥΕΤΑΙ ΕΙΣ ΑΝΔΡΟΝ: [16, 945, 123, 983]
- article-mao: [284, 1292, 418, 1476]
- headline: ΗΡΧΙΣΕΝ ΕΙΣ ΑΘΗΝΑΣ Η ΓΕΝΙΚΗ ΣΥΝΕΛΕΥΣΙΣ ΤΩΝ ΕΠΙΘΕΩΡΗΤΩΝ: [14, 1203, 126, 1252]
- body-text: ΑΘΗΝΑΙ, 2. — Συνεχίζεται ἡ συζήτησις ἐπὶ τοῦ θέματος, κατὰ τὰς πληροφορίας τῶν ἁρμοδίων κύκλων. Ὡς ἀνεκοινώθη χθές, αἱ σχετικαὶ ἀποφάσεις θὰ ληφθοῦν ἐντὸς τῶν προσεχῶν ἡμερῶν, ἐνῶ ἡ κυβέρνησις ἐξετάζει τὰ μέτρα τὰ ὁποῖα πρέπει νὰ ληφθοῦν. Αἱ συνεννοήσεις συνεχίζονται μετὰ τῶν ἐνδιαφερομένων, ἀναμένεται δὲ ὅτι αἱ διαπραγματεύσεις θὰ ὁλοκληρωθοῦν συντόμως. Ὁ ἁρμόδιος ὑπουργὸς ἐδήλωσεν ὅτι ἡ κατάστασις παρακολουθεῖται στενῶς καὶ ὅτι τὸ ζήτημα θὰ τεθῇ ἐνώπιον τοῦ ὑπουργικοῦ συμβουλίου.: [836, 1496, 986, 1601]
- price-value: 307,50—307,00: [368, 1063, 417, 1071]
- price-label: Βέλγικα: [285, 1099, 311, 1107]
- article-nautiki-sxoli: [4, 940, 135, 1119]
- places-list: [427, 737, 683, 1114]
- body-text: ΑΘΗΝΑΙ, 2. — Συνεχίζεται ἡ συζήτησις ἐπὶ τοῦ θέματος, κατὰ τὰς πληροφορίας τῶν ἁρμοδίων κύκλων. Ὡς ἀνεκοινώθη χθές, αἱ σχετικαὶ ἀποφάσεις θὰ ληφθοῦν ἐντὸς τῶν προσεχῶν ἡμερῶν, ἐνῶ ἡ κυβέρνησις ἐξετάζει τὰ μέτρα τὰ ὁποῖα πρέπει νὰ ληφθοῦν. Αἱ συνεννοήσεις συνεχίζονται μετὰ τῶν ἐνδιαφερομένων, ἀναμένεται δὲ ὅτι αἱ διαπραγματεύσεις θὰ ὁλοκληρωθοῦν συντόμως. Ὁ ἁρμόδιος ὑπουργὸς ἐδήλωσεν ὅτι ἡ κατάστασις παρακολουθεῖται στενῶς καὶ ὅτι τὸ ζήτημα θὰ τεθῇ ἐνώπιον τοῦ ὑπουργικοῦ συμβουλίου.: [836, 1728, 986, 1833]
- kicker: ΠΡΟΪΟΝ ΕΙΣΠΡΑΞΕΩΝ: [300, 239, 402, 250]
- article-body-split: [836, 307, 1143, 596]
- subheadline: ΔΙΟΤΙ ΟΥΔΕΙΣ ΕΠΑΘΕ ΤΙ: [703, 77, 816, 87]
- body-text: ΑΘΗΝΑΙ, 2. — Συνεχίζεται ἡ συζήτησις ἐπὶ τοῦ θέματος, κατὰ τὰς πληροφορίας τῶν ἁρμοδίων κύκλων. Ὡς ἀνεκοινώθη χθές, αἱ σχετικαὶ ἀποφάσεις θὰ ληφθοῦν ἐντὸς τῶν προσεχῶν ἡμερῶν, ἐνῶ ἡ κυβέρνησις ἐξετάζει τὰ μέτρα τὰ ὁποῖα πρέπει νὰ ληφθοῦν. Αἱ συνεννοήσεις συνεχίζονται μετὰ τῶν ἐνδιαφερομένων, ἀναμένεται δὲ ὅτι αἱ διαπραγματεύσεις θὰ ὁλοκληρωθοῦν συντόμως. Ὁ ἁρμόδιος ὑπουργὸς ἐδήλωσεν ὅτι ἡ κατάστασις παρακολουθεῖται στενῶς καὶ ὅτι τὸ ζήτημα θὰ τεθῇ ἐνώπιον τοῦ ὑπουργικοῦ συμβουλίου.: [427, 624, 683, 688]
- col1-left-2: [4, 1198, 135, 1772]
- intertitle: ΤΥΝΗΣΙΑ: [742, 438, 777, 446]
- body-text: ΑΘΗΝΑΙ, 2. — Συνεχίζεται ἡ συζήτησις ἐπὶ τοῦ θέματος, κατὰ τὰς πληροφορίας τῶν ἁρμοδίων κύκλων. Ὡς ἀνεκοινώθη χθές, αἱ σχετικαὶ ἀποφάσεις θὰ ληφθοῦν ἐντὸς τῶν προσεχῶν ἡμερῶν, ἐνῶ ἡ κυβέρνησις ἐξετάζει τὰ μέτρα τὰ ὁποῖα πρέπει νὰ ληφθοῦν. Αἱ συνεννοήσεις συνεχίζονται μετὰ τῶν ἐνδιαφερομένων, ἀναμένεται δὲ ὅτι αἱ διαπραγματεύσεις θὰ ὁλοκληρωθοῦν συντόμως. Ὁ ἁρμόδιος ὑπουργὸς ἐδήλωσεν ὅτι ἡ κατάστασις παρακολουθεῖται στενῶς καὶ ὅτι τὸ ζήτημα θὰ τεθῇ ἐνώπιον τοῦ ὑπουργικοῦ συμβουλίου.: [991, 491, 1141, 596]
- body-text: ΑΘΗΝΑΙ, 2. — Συνεχίζεται ἡ συζήτησις ἐπὶ τοῦ θέματος, κατὰ τὰς πληροφορίας τῶν ἁρμοδίων κύκλων. Ὡς ἀνεκοινώθη χθές, αἱ σχετικαὶ ἀποφάσεις θὰ ληφθοῦν ἐντὸς τῶν προσεχῶν ἡμερῶν, ἐνῶ ἡ κυβέρνησις ἐξετάζει τὰ μέτρα τὰ ὁποῖα πρέπει νὰ ληφθοῦν. Αἱ συνεννοήσεις συνεχίζονται μετὰ τῶν ἐνδιαφερομένων, ἀναμένεται δὲ ὅτι αἱ διαπραγματεύσεις θὰ ὁλοκληρωθοῦν συντόμως. Ὁ ἁρμόδιος ὑπουργὸς ἐδήλωσεν ὅτι ἡ κατάστασις παρακολουθεῖται στενῶς καὶ ὅτι τὸ ζήτημα θὰ τεθῇ ἐνώπιον τοῦ ὑπουργικοῦ συμβουλίου.: [284, 1165, 418, 1286]
- article-kavazarakis: [4, 1389, 135, 1593]
- article-spandonidis: [4, 1772, 275, 1942]
- body-text: ΑΘΗΝΑΙ, 2. — Συνεχίζεται ἡ συζήτησις ἐπὶ τοῦ θέματος, κατὰ τὰς πληροφορίας τῶν ἁρμοδίων κύκλων. Ὡς ἀνεκοινώθη χθές, αἱ σχετικαὶ ἀποφάσεις θὰ ληφθοῦν ἐντὸς τῶν προσεχῶν ἡμερῶν, ἐνῶ ἡ κυβέρνησις ἐξετάζει τὰ μέτρα τὰ ὁποῖα πρέπει νὰ ληφθοῦν. Αἱ συνεννοήσεις συνεχίζονται μετὰ τῶν ἐνδιαφερομένων, ἀναμένεται δὲ ὅτι αἱ διαπραγματεύσεις θὰ ὁλοκληρωθοῦν συντόμως. Ὁ ἁρμόδιος ὑπουργὸς ἐδήλωσεν ὅτι ἡ κατάστασις παρακολουθεῖται στενῶς καὶ ὅτι τὸ ζήτημα θὰ τεθῇ ἐνώπιον τοῦ ὑπουργικοῦ συμβουλίου.: [991, 146, 1141, 251]
- column-1: [0, 22, 280, 2570]
- price-value: 263,50—263,00: [368, 1092, 417, 1099]
- intertitle: Η ΘΕΣΙΣ ΤΟΥ Κ. ΚΑΡΑΜΑΝΗ: [503, 1411, 608, 1418]
- headline: ΑΡΧΙΖΕΙ ΣΗΜΕΡΟΝ ΕΙΣ ΤΗΝ ΘΕΣΣΑΛΟΝΙΚΗΝ Ο ΤΡΙΗΜΕΡΟΣ ΕΟΡΤΑΣΜΟΣ ΤΩΝ ΘΕΟΦΑΝΕΙΩΝ: [860, 607, 1118, 649]
- headline: ΤΟ 70% ΤΩΝ ΘΑΝΑΤΩΝ ΕΚ ΚΑΡΚΙΝΟΥ ΟΦΕΙΛΕΤΑΙ ΕΙΣ ΤΟ ΚΑΠΝΙΣΜΑ: [1001, 89, 1131, 144]
- body-text: ΑΘΗΝΑΙ, 2. — Συνεχίζεται ἡ συζήτησις ἐπὶ τοῦ θέματος, κατὰ τὰς πληροφορίας τῶν ἁρμοδίων κύκλων. Ὡς ἀνεκοινώθη χθές, αἱ σχετικαὶ ἀποφάσεις θὰ ληφθοῦν ἐντὸς τῶν προσεχῶν ἡμερῶν, ἐνῶ ἡ κυβέρνησις ἐξετάζει τὰ μέτρα τὰ ὁποῖα πρέπει νὰ ληφθοῦν. Αἱ συνεννοήσεις συνεχίζονται μετὰ τῶν ἐνδιαφερομένων, ἀναμένεται δὲ ὅτι αἱ διαπραγματεύσεις θὰ ὁλοκληρωθοῦν συντόμως. Ὁ ἁρμόδιος ὑπουργὸς ἐδήλωσεν ὅτι ἡ κατάστασις παρακολουθεῖται στενῶς καὶ ὅτι τὸ ζήτημα θὰ τεθῇ ἐνώπιον τοῦ ὑπουργικοῦ συμβουλίου.: [991, 1286, 1141, 1390]
- article-radiostathmos: [427, 581, 683, 695]
- article-rusk: [427, 340, 683, 460]
- price-label: Κόκορας: [285, 1070, 313, 1078]
- article-polemos-foititon: [4, 1942, 275, 2575]
- price-row: [284, 1077, 418, 1084]
- body-text: ΑΘΗΝΑΙ, 2. — Συνεχίζεται ἡ συζήτησις ἐπὶ τοῦ θέματος, κατὰ τὰς πληροφορίας τῶν ἁρμοδίων κύκλων. Ὡς ἀνεκοινώθη χθές, αἱ σχετικαὶ ἀποφάσεις θὰ ληφθοῦν ἐντὸς τῶν προσεχῶν ἡμερῶν, ἐνῶ ἡ κυβέρνησις ἐξετάζει τὰ μέτρα τὰ ὁποῖα πρέπει νὰ ληφθοῦν. Αἱ συνεννοήσεις συνεχίζονται μετὰ τῶν ἐνδιαφερομένων, ἀναμένεται δὲ ὅτι αἱ διαπραγματεύσεις θὰ ὁλοκληρωθοῦν συντόμως. Ὁ ἁρμόδιος ὑπουργὸς ἐδήλωσεν ὅτι ἡ κατάστασις παρακολουθεῖται στενῶς καὶ ὅτι τὸ ζήτημα θὰ τεθῇ ἐνώπιον τοῦ ὑπουργικοῦ συμβουλίου.: [284, 329, 418, 450]
- column-4: [688, 22, 832, 2499]
- headline: ΜΗΝΥΜΑ ΤΟΥ Κ. ΤΣΟΜΠΕ ΠΡΟΣ ΤΟΝ ΔΡΑ ΣΟΕΚΑΡΝΟ: [300, 1664, 401, 1702]
- headline: ΕΤΕΘΗΣΑΝ ΕΝ ΕΦΑΡΜΟΓΗ ΤΑ ΝΕΑ ΜΕΤΡΑ ΤΗΣ ΕΝΩΣΕΩΣ ΚΕΝΤΡΟΥ ΔΙΑ ΤΗΝ ΠΑΙΔΕΙΑΝ: [14, 304, 125, 366]
- headline: ΟΙ ΑΝΑΚΡΙΝΟΜΕΝΟΙ ΝΑΥΤΙΚΟΙ ΤΟΥ "ΛΑΚΩΝΙΑ" ΕΠΙΜΕΝΟΥΝ ΟΤΙ ΤΟ ΠΛΗΡΩΜΑ ΑΥΤΟΥ ΕΠΕΔΕΙΞΕ ΣΘΕΝΟΣ ΚΑΙ ΑΠΟΦΑΣΙΣΤΙΚΟΤΗΤΑ: [25, 1130, 254, 1188]
- intertitle: ΕΙΣ ΑΛΛΑΣ ΧΩΡΑΣ: [176, 2291, 243, 2299]
- price-value: 264,00—263,50: [368, 1099, 417, 1107]
- article-epitheoriton: [4, 1198, 135, 1389]
- body-text: ΑΘΗΝΑΙ, 2. — Συνεχίζεται ἡ συζήτησις ἐπὶ τοῦ θέματος, κατὰ τὰς πληροφορίας τῶν ἁρμοδίων κύκλων. Ὡς ἀνεκοινώθη χθές, αἱ σχετικαὶ ἀποφάσεις θὰ ληφθοῦν ἐντὸς τῶν προσεχῶν ἡμερῶν, ἐνῶ ἡ κυβέρνησις ἐξετάζει τὰ μέτρα τὰ ὁποῖα πρέπει νὰ ληφθοῦν. Αἱ συνεννοήσεις συνεχίζονται μετὰ τῶν ἐνδιαφερομένων, ἀναμένεται δὲ ὅτι αἱ διαπραγματεύσεις θὰ ὁλοκληρωθοῦν συντόμως. Ὁ ἁρμόδιος ὑπουργὸς ἐδήλωσεν ὅτι ἡ κατάστασις παρακολουθεῖται στενῶς καὶ ὅτι τὸ ζήτημα θὰ τεθῇ ἐνώπιον τοῦ ὑπουργικοῦ συμβουλίου.: [427, 389, 683, 454]
- article-paideia: [4, 300, 135, 632]
- body-text: ΑΘΗΝΑΙ, 2. — Συνεχίζεται ἡ συζήτησις ἐπὶ τοῦ θέματος, κατὰ τὰς πληροφορίας τῶν ἁρμοδίων κύκλων. Ὡς ἀνεκοινώθη χθές, αἱ σχετικαὶ ἀποφάσεις θὰ ληφθοῦν ἐντὸς τῶν προσεχῶν ἡμερῶν, ἐνῶ ἡ κυβέρνησις ἐξετάζει τὰ μέτρα τὰ ὁποῖα πρέπει νὰ ληφθοῦν. Αἱ συνεννοήσεις συνεχίζονται μετὰ τῶν ἐνδιαφερομένων, ἀναμένεται δὲ ὅτι αἱ διαπραγματεύσεις θὰ ὁλοκληρωθοῦν συντόμως. Ὁ ἁρμόδιος ὑπουργὸς ἐδήλωσεν ὅτι ἡ κατάστασις παρακολουθεῖται στενῶς καὶ ὅτι τὸ ζήτημα θὰ τεθῇ ἐνώπιον τοῦ ὑπουργικοῦ συμβουλίου.: [143, 474, 275, 603]
- subheadline: ΤΟΥ ΔΟΛΟΦΟΝΟΥ ΤΩΝ 13 ΑΕΡΟΠΟΡΩΝ: [284, 77, 418, 105]
- body-text: ΑΘΗΝΑΙ, 2. — Συνεχίζεται ἡ συζήτησις ἐπὶ τοῦ θέματος, κατὰ τὰς πληροφορίας τῶν ἁρμοδίων κύκλων. Ὡς ἀνεκοινώθη χθές, αἱ σχετικαὶ ἀποφάσεις θὰ ληφθοῦν ἐντὸς τῶν προσεχῶν ἡμερῶν, ἐνῶ ἡ κυβέρνησις ἐξετάζει τὰ μέτρα τὰ ὁποῖα πρέπει νὰ ληφθοῦν. Αἱ συνεννοήσεις συνεχίζονται μετὰ τῶν ἐνδιαφερομένων, ἀναμένεται δὲ ὅτι αἱ διαπραγματεύσεις θὰ ὁλοκληρωθοῦν συντόμως. Ὁ ἁρμόδιος ὑπουργὸς ἐδήλωσεν ὅτι ἡ κατάστασις παρακολουθεῖται στενῶς καὶ ὅτι τὸ ζήτημα θὰ τεθῇ ἐνώπιον τοῦ ὑπουργικοῦ συμβουλίου.: [4, 2429, 135, 2558]
- body-text: ΑΘΗΝΑΙ, 2. — Συνεχίζεται ἡ συζήτησις ἐπὶ τοῦ θέματος, κατὰ τὰς πληροφορίας τῶν ἁρμοδίων κύκλων. Ὡς ἀνεκοινώθη χθές, αἱ σχετικαὶ ἀποφάσεις θὰ ληφθοῦν ἐντὸς τῶν προσεχῶν ἡμερῶν, ἐνῶ ἡ κυβέρνησις ἐξετάζει τὰ μέτρα τὰ ὁποῖα πρέπει νὰ ληφθοῦν. Αἱ συνεννοήσεις συνεχίζονται μετὰ τῶν ἐνδιαφερομένων, ἀναμένεται δὲ ὅτι αἱ διαπραγματεύσεις θὰ ὁλοκληρωθοῦν συντόμως. Ὁ ἁρμόδιος ὑπουργὸς ἐδήλωσεν ὅτι ἡ κατάστασις παρακολουθεῖται στενῶς καὶ ὅτι τὸ ζήτημα θὰ τεθῇ ἐνώπιον τοῦ ὑπουργικοῦ συμβουλίου.: [427, 973, 683, 1037]
- body-text: ΑΘΗΝΑΙ, 2. — Συνεχίζεται ἡ συζήτησις ἐπὶ τοῦ θέματος, κατὰ τὰς πληροφορίας τῶν ἁρμοδίων κύκλων. Ὡς ἀνεκοινώθη χθές, αἱ σχετικαὶ ἀποφάσεις θὰ ληφθοῦν ἐντὸς τῶν προσεχῶν ἡμερῶν, ἐνῶ ἡ κυβέρνησις ἐξετάζει τὰ μέτρα τὰ ὁποῖα πρέπει νὰ ληφθοῦν. Αἱ συνεννοήσεις συνεχίζονται μετὰ τῶν ἐνδιαφερομένων, ἀναμένεται δὲ ὅτι αἱ διαπραγματεύσεις θὰ ὁλοκληρωθοῦν συντόμως. Ὁ ἁρμόδιος ὑπουργὸς ἐδήλωσεν ὅτι ἡ κατάστασις παρακολουθεῖται στενῶς καὶ ὅτι τὸ ζήτημα θὰ τεθῇ ἐνώπιον τοῦ ὑπουργικοῦ συμβουλίου.: [143, 861, 275, 990]
- headline: Η ΑΜΕΡΙΚΗ ΕΛΠΙΖΕΙ ΕΙΣ ΤΗΝ ΠΑΓΙΩΣΙΝ ΤΗΣ ΔΙΕΘΝΟΥΣ ΕΙΡΗΝΗΣ: [299, 1481, 403, 1530]
- price-label: Ιταλικά: [285, 1106, 310, 1114]
- article-tsou-en-lai: [427, 22, 683, 221]
- subheadline: ΣΥΝΕΧΙΖΟΝΤΑΙ ΑΙ ΣΥΝΟΜΙΛΙΑΙ ΕΙΣ ΤΑ ΤΙΡΑΝΑ: [446, 72, 665, 82]
- article-body-split: [4, 2160, 275, 2570]
- body-text: ΑΘΗΝΑΙ, 2. — Συνεχίζεται ἡ συζήτησις ἐπὶ τοῦ θέματος, κατὰ τὰς πληροφορίας τῶν ἁρμοδίων κύκλων. Ὡς ἀνεκοινώθη χθές, αἱ σχετικαὶ ἀποφάσεις θὰ ληφθοῦν ἐντὸς τῶν προσεχῶν ἡμερῶν, ἐνῶ ἡ κυβέρνησις ἐξετάζει τὰ μέτρα τὰ ὁποῖα πρέπει νὰ ληφθοῦν. Αἱ συνεννοήσεις συνεχίζονται μετὰ τῶν ἐνδιαφερομένων, ἀναμένεται δὲ ὅτι αἱ διαπραγματεύσεις θὰ ὁλοκληρωθοῦν συντόμως. Ὁ ἁρμόδιος ὑπουργὸς ἐδήλωσεν ὅτι ἡ κατάστασις παρακολουθεῖται στενῶς καὶ ὅτι τὸ ζήτημα θὰ τεθῇ ἐνώπιον τοῦ ὑπουργικοῦ συμβουλίου.: [427, 269, 683, 334]
- price-row: [284, 1092, 418, 1099]
- price-value: 263,50—263,00: [368, 1106, 417, 1114]
- headline: ΚΡΟΥΣΜΑΤΑ ΠΟΛΙΟΜΥΕΛΙΤΙΔΟΣ ΕΙΣ ΤΟΥΡΚΙΑΝ: [710, 1666, 809, 1704]
- price-label: Κωνσταντινάτα: [285, 1063, 335, 1071]
- body-text: ΑΘΗΝΑΙ, 2. — Συνεχίζεται ἡ συζήτησις ἐπὶ τοῦ θέματος, κατὰ τὰς πληροφορίας τῶν ἁρμοδίων κύκλων. Ὡς ἀνεκοινώθη χθές, αἱ σχετικαὶ ἀποφάσεις θὰ ληφθοῦν ἐντὸς τῶν προσεχῶν ἡμερῶν, ἐνῶ ἡ κυβέρνησις ἐξετάζει τὰ μέτρα τὰ ὁποῖα πρέπει νὰ ληφθοῦν. Αἱ συνεννοήσεις συνεχίζονται μετὰ τῶν ἐνδιαφερομένων, ἀναμένεται δὲ ὅτι αἱ διαπραγματεύσεις θὰ ὁλοκληρωθοῦν συντόμως. Ὁ ἁρμόδιος ὑπουργὸς ἐδήλωσεν ὅτι ἡ κατάστασις παρακολουθεῖται στενῶς καὶ ὅτι τὸ ζήτημα θὰ τεθῇ ἐνώπιον τοῦ ὑπουργικοῦ συμβουλίου.: [143, 2441, 275, 2570]
- article-aeroplano: [836, 22, 1143, 258]
- headline: 307 ΔΡΧ. Η ΧΡΥΣΗ ΛΙΡΑ ΕΙΣ ΘΕΣΣΑΛΟΝΙΚΗΝ ΚΑΙ 303,50 ΔΡΧ. ΕΙΣ ΑΘΗΝΑΣ: [299, 1000, 403, 1062]
- body-text: ΑΘΗΝΑΙ, 2. — Συνεχίζεται ἡ συζήτησις ἐπὶ τοῦ θέματος, κατὰ τὰς πληροφορίας τῶν ἁρμοδίων κύκλων. Ὡς ἀνεκοινώθη χθές, αἱ σχετικαὶ ἀποφάσεις θὰ ληφθοῦν ἐντὸς τῶν προσεχῶν ἡμερῶν, ἐνῶ ἡ κυβέρνησις ἐξετάζει τὰ μέτρα τὰ ὁποῖα πρέπει νὰ ληφθοῦν. Αἱ συνεννοήσεις συνεχίζονται μετὰ τῶν ἐνδιαφερομένων, ἀναμένεται δὲ ὅτι αἱ διαπραγματεύσεις θὰ ὁλοκληρωθοῦν συντόμως. Ὁ ἁρμόδιος ὑπουργὸς ἐδήλωσεν ὅτι ἡ κατάστασις παρακολουθεῖται στενῶς καὶ ὅτι τὸ ζήτημα θὰ τεθῇ ἐνώπιον τοῦ ὑπουργικοῦ συμβουλίου.: [284, 1348, 418, 1469]
- body-text: ΑΘΗΝΑΙ, 2. — Συνεχίζεται ἡ συζήτησις ἐπὶ τοῦ θέματος, κατὰ τὰς πληροφορίας τῶν ἁρμοδίων κύκλων. Ὡς ἀνεκοινώθη χθές, αἱ σχετικαὶ ἀποφάσεις θὰ ληφθοῦν ἐντὸς τῶν προσεχῶν ἡμερῶν, ἐνῶ ἡ κυβέρνησις ἐξετάζει τὰ μέτρα τὰ ὁποῖα πρέπει νὰ ληφθοῦν. Αἱ συνεννοήσεις συνεχίζονται μετὰ τῶν ἐνδιαφερομένων, ἀναμένεται δὲ ὅτι αἱ διαπραγματεύσεις θὰ ὁλοκληρωθοῦν συντόμως. Ὁ ἁρμόδιος ὑπουργὸς ἐδήλωσεν ὅτι ἡ κατάστασις παρακολουθεῖται στενῶς καὶ ὅτι τὸ ζήτημα θὰ τεθῇ ἐνώπιον τοῦ ὑπουργικοῦ συμβουλίου.: [836, 651, 986, 755]
- headline: ΕΙΣ ΤΑΣ ΙΑΤΡΙΚΑΣ ΕΙΔΙΚΟΤΗΤΑΣ ΠΡΟΣΕΤΕΘΗ ΚΑΙ Η ΕΝΔΟΚΡΙΝΟΛΟΓΙΑ: [712, 1312, 807, 1361]
- article-tsombe: [284, 1659, 418, 1831]
- headline: Η ΙΤΑΛΙΑ ΖΗΤΕΙ ΤΗΝ ΕΚΔΟΣΙΝ ΤΟΥ ΚΟΡΚΟΛΕΖΟΥ ΣΥΝΤΑΓΜΑΤΑΡΧΟΥ: [298, 27, 404, 76]
- price-value: 264,50—264,00: [368, 1077, 417, 1085]
- body-text: ΑΘΗΝΑΙ, 2. — Συνεχίζεται ἡ συζήτησις ἐπὶ τοῦ θέματος, κατὰ τὰς πληροφορίας τῶν ἁρμοδίων κύκλων. Ὡς ἀνεκοινώθη χθές, αἱ σχετικαὶ ἀποφάσεις θὰ ληφθοῦν ἐντὸς τῶν προσεχῶν ἡμερῶν, ἐνῶ ἡ κυβέρνησις ἐξετάζει τὰ μέτρα τὰ ὁποῖα πρέπει νὰ ληφθοῦν. Αἱ συνεννοήσεις συνεχίζονται μετὰ τῶν ἐνδιαφερομένων, ἀναμένεται δὲ ὅτι αἱ διαπραγματεύσεις θὰ ὁλοκληρωθοῦν συντόμως. Ὁ ἁρμόδιος ὑπουργὸς ἐδήλωσεν ὅτι ἡ κατάστασις παρακολουθεῖται στενῶς καὶ ὅτι τὸ ζήτημα θὰ τεθῇ ἐνώπιον τοῦ ὑπουργικοῦ συμβουλίου.: [693, 579, 827, 700]
- headline: ΝΕΑΙ ΣΥΛΛΗΨΕΙΣ ΕΙΣ ΤΟ ΑΝΤΕΝ: [1001, 1613, 1131, 1645]
- body-text: ΑΘΗΝΑΙ, 2. — Συνεχίζεται ἡ συζήτησις ἐπὶ τοῦ θέματος, κατὰ τὰς πληροφορίας τῶν ἁρμοδίων κύκλων. Ὡς ἀνεκοινώθη χθές, αἱ σχετικαὶ ἀποφάσεις θὰ ληφθοῦν ἐντὸς τῶν προσεχῶν ἡμερῶν, ἐνῶ ἡ κυβέρνησις ἐξετάζει τὰ μέτρα τὰ ὁποῖα πρέπει νὰ ληφθοῦν. Αἱ συνεννοήσεις συνεχίζονται μετὰ τῶν ἐνδιαφερομένων, ἀναμένεται δὲ ὅτι αἱ διαπραγματεύσεις θὰ ὁλοκληρωθοῦν συντόμως. Ὁ ἁρμόδιος ὑπουργὸς ἐδήλωσεν ὅτι ἡ κατάστασις παρακολουθεῖται στενῶς καὶ ὅτι τὸ ζήτημα θὰ τεθῇ ἐνώπιον τοῦ ὑπουργικοῦ συμβουλίου.: [427, 1049, 683, 1113]
- article-stoa: [836, 258, 1143, 602]
- article-thermastra: [284, 1121, 418, 1292]
- price-row: [284, 1063, 418, 1070]
- body-text: ΑΘΗΝΑΙ, 2. — Συνεχίζεται ἡ συζήτησις ἐπὶ τοῦ θέματος, κατὰ τὰς πληροφορίας τῶν ἁρμοδίων κύκλων. Ὡς ἀνεκοινώθη χθές, αἱ σχετικαὶ ἀποφάσεις θὰ ληφθοῦν ἐντὸς τῶν προσεχῶν ἡμερῶν, ἐνῶ ἡ κυβέρνησις ἐξετάζει τὰ μέτρα τὰ ὁποῖα πρέπει νὰ ληφθοῦν. Αἱ συνεννοήσεις συνεχίζονται μετὰ τῶν ἐνδιαφερομένων, ἀναμένεται δὲ ὅτι αἱ διαπραγματεύσεις θὰ ὁλοκληρωθοῦν συντόμως. Ὁ ἁρμόδιος ὑπουργὸς ἐδήλωσεν ὅτι ἡ κατάστασις παρακολουθεῖται στενῶς καὶ ὅτι τὸ ζήτημα θὰ τεθῇ ἐνώπιον τοῦ ὑπουργικοῦ συμβουλίου.: [4, 984, 135, 1113]
- headline: ΑΕΡΟΦΟΡΕΙΟΝ ΜΕ 30 ΕΠΙΒΑΤΑΣ ΚΑΤΕΠΕΣΕΝ ΕΙΣ ΧΑΡΑΔΡΑΝ: [14, 93, 126, 148]
- column-5: [832, 22, 1147, 1833]
- article-psaltis: [693, 218, 827, 431]
- body-text: ΑΘΗΝΑΙ, 2. — Συνεχίζεται ἡ συζήτησις ἐπὶ τοῦ θέματος, κατὰ τὰς πληροφορίας τῶν ἁρμοδίων κύκλων. Ὡς ἀνεκοινώθη χθές, αἱ σχετικαὶ ἀποφάσεις θὰ ληφθοῦν ἐντὸς τῶν προσεχῶν ἡμερῶν, ἐνῶ ἡ κυβέρνησις ἐξετάζει τὰ μέτρα τὰ ὁποῖα πρέπει νὰ ληφθοῦν. Αἱ συνεννοήσεις συνεχίζονται μετὰ τῶν ἐνδιαφερομένων, ἀναμένεται δὲ ὅτι αἱ διαπραγματεύσεις θὰ ὁλοκληρωθοῦν συντόμως. Ὁ ἁρμόδιος ὑπουργὸς ἐδήλωσεν ὅτι ἡ κατάστασις παρακολουθεῖται στενῶς καὶ ὅτι τὸ ζήτημα θὰ τεθῇ ἐνώπιον τοῦ ὑπουργικοῦ συμβουλίου.: [836, 307, 986, 411]
- article-mesmer: [284, 1831, 418, 2001]
- article-petrogkaz: [284, 235, 418, 457]
- col1-split-2: [4, 1198, 275, 1772]
- body-text: ΑΘΗΝΑΙ, 2. — Συνεχίζεται ἡ συζήτησις ἐπὶ τοῦ θέματος, κατὰ τὰς πληροφορίας τῶν ἁρμοδίων κύκλων. Ὡς ἀνεκοινώθη χθές, αἱ σχετικαὶ ἀποφάσεις θὰ ληφθοῦν ἐντὸς τῶν προσεχῶν ἡμερῶν, ἐνῶ ἡ κυβέρνησις ἐξετάζει τὰ μέτρα τὰ ὁποῖα πρέπει νὰ ληφθοῦν. Αἱ συνεννοήσεις συνεχίζονται μετὰ τῶν ἐνδιαφερομένων, ἀναμένεται δὲ ὅτι αἱ διαπραγματεύσεις θὰ ὁλοκληρωθοῦν συντόμως. Ὁ ἁρμόδιος ὑπουργὸς ἐδήλωσεν ὅτι ἡ κατάστασις παρακολουθεῖται στενῶς καὶ ὅτι τὸ ζήτημα θὰ τεθῇ ἐνώπιον τοῦ ὑπουργικοῦ συμβουλίου.: [693, 1363, 827, 1483]
- body-text: ΑΘΗΝΑΙ, 2. — Συνεχίζεται ἡ συζήτησις ἐπὶ τοῦ θέματος, κατὰ τὰς πληροφορίας τῶν ἁρμοδίων κύκλων. Ὡς ἀνεκοινώθη χθές, αἱ σχετικαὶ ἀποφάσεις θὰ ληφθοῦν ἐντὸς τῶν προσεχῶν ἡμερῶν, ἐνῶ ἡ κυβέρνησις ἐξετάζει τὰ μέτρα τὰ ὁποῖα πρέπει νὰ ληφθοῦν. Αἱ συνεννοήσεις συνεχίζονται μετὰ τῶν ἐνδιαφερομένων, ἀναμένεται δὲ ὅτι αἱ διαπραγματεύσεις θὰ ὁλοκληρωθοῦν συντόμως. Ὁ ἁρμόδιος ὑπουργὸς ἐδήλωσεν ὅτι ἡ κατάστασις παρακολουθεῖται στενῶς καὶ ὅτι τὸ ζήτημα θὰ τεθῇ ἐνώπιον τοῦ ὑπουργικοῦ συμβουλίου.: [143, 1327, 275, 1455]
- headline: Η ΑΣΘΕΝΕΙΑ ΤΟΥ ΨΑΛΤΟΥ ΕΣΩΣΕ ΤΟ ΕΚΚΛΗΣΙΑΣΜΑ ΑΠΟ ΤΟΝ ΟΛΕΘΡΟΝ: [708, 222, 811, 272]
- body-text: ΑΘΗΝΑΙ, 2. — Συνεχίζεται ἡ συζήτησις ἐπὶ τοῦ θέματος, κατὰ τὰς πληροφορίας τῶν ἁρμοδίων κύκλων. Ὡς ἀνεκοινώθη χθές, αἱ σχετικαὶ ἀποφάσεις θὰ ληφθοῦν ἐντὸς τῶν προσεχῶν ἡμερῶν, ἐνῶ ἡ κυβέρνησις ἐξετάζει τὰ μέτρα τὰ ὁποῖα πρέπει νὰ ληφθοῦν. Αἱ συνεννοήσεις συνεχίζονται μετὰ τῶν ἐνδιαφερομένων, ἀναμένεται δὲ ὅτι αἱ διαπραγματεύσεις θὰ ὁλοκληρωθοῦν συντόμως. Ὁ ἁρμόδιος ὑπουργὸς ἐδήλωσεν ὅτι ἡ κατάστασις παρακολουθεῖται στενῶς καὶ ὅτι τὸ ζήτημα θὰ τεθῇ ἐνώπιον τοῦ ὑπουργικοῦ συμβουλίου.: [4, 675, 135, 804]
- article-emporio: [693, 1490, 827, 1661]
- body-text: ΑΘΗΝΑΙ, 2. — Συνεχίζεται ἡ συζήτησις ἐπὶ τοῦ θέματος, κατὰ τὰς πληροφορίας τῶν ἁρμοδίων κύκλων. Ὡς ἀνεκοινώθη χθές, αἱ σχετικαὶ ἀποφάσεις θὰ ληφθοῦν ἐντὸς τῶν προσεχῶν ἡμερῶν, ἐνῶ ἡ κυβέρνησις ἐξετάζει τὰ μέτρα τὰ ὁποῖα πρέπει νὰ ληφθοῦν. Αἱ συνεννοήσεις συνεχίζονται μετὰ τῶν ἐνδιαφερομένων, ἀναμένεται δὲ ὅτι αἱ διαπραγματεύσεις θὰ ὁλοκληρωθοῦν συντόμως. Ὁ ἁρμόδιος ὑπουργὸς ἐδήλωσεν ὅτι ἡ κατάστασις παρακολουθεῖται στενῶς καὶ ὅτι τὸ ζήτημα θὰ τεθῇ ἐνώπιον τοῦ ὑπουργικοῦ συμβουλίου.: [4, 2160, 135, 2289]
- body-text: ΑΘΗΝΑΙ, 2. — Συνεχίζεται ἡ συζήτησις ἐπὶ τοῦ θέματος, κατὰ τὰς πληροφορίας τῶν ἁρμοδίων κύκλων. Ὡς ἀνεκοινώθη χθές, αἱ σχετικαὶ ἀποφάσεις θὰ ληφθοῦν ἐντὸς τῶν προσεχῶν ἡμερῶν, ἐνῶ ἡ κυβέρνησις ἐξετάζει τὰ μέτρα τὰ ὁποῖα πρέπει νὰ ληφθοῦν. Αἱ συνεννοήσεις συνεχίζονται μετὰ τῶν ἐνδιαφερομένων, ἀναμένεται δὲ ὅτι αἱ διαπραγματεύσεις θὰ ὁλοκληρωθοῦν συντόμως. Ὁ ἁρμόδιος ὑπουργὸς ἐδήλωσεν ὅτι ἡ κατάστασις παρακολουθεῖται στενῶς καὶ ὅτι τὸ ζήτημα θὰ τεθῇ ἐνώπιον τοῦ ὑπουργικοῦ συμβουλίου.: [284, 1703, 418, 1824]
- body-text: ΑΘΗΝΑΙ, 2. — Συνεχίζεται ἡ συζήτησις ἐπὶ τοῦ θέματος, κατὰ τὰς πληροφορίας τῶν ἁρμοδίων κύκλων. Ὡς ἀνεκοινώθη χθές, αἱ σχετικαὶ ἀποφάσεις θὰ ληφθοῦν ἐντὸς τῶν προσεχῶν ἡμερῶν, ἐνῶ ἡ κυβέρνησις ἐξετάζει τὰ μέτρα τὰ ὁποῖα πρέπει νὰ ληφθοῦν. Αἱ συνεννοήσεις συνεχίζονται μετὰ τῶν ἐνδιαφερομένων, ἀναμένεται δὲ ὅτι αἱ διαπραγματεύσεις θὰ ὁλοκληρωθοῦν συντόμως. Ὁ ἁρμόδιος ὑπουργὸς ἐδήλωσεν ὅτι ἡ κατάστασις παρακολουθεῖται στενῶς καὶ ὅτι τὸ ζήτημα θὰ τεθῇ ἐνώπιον τοῦ ὑπουργικοῦ συμβουλίου.: [427, 897, 683, 961]
- headline: ΕΞ ΑΜΕΡΙΚΑΝΟΙ ΠΑΓΙΔΕΥΘΕΝΤΕΣ ΕΝΤΟΣ ΣΤΟΑΣ ΔΙΕΣΩΘΗΣΑΝ ΤΥΧΑΙΩΣ ΑΠΟ ΑΝΟΙΚΤΗΝ ΔΙΟΔΟΝ: [871, 263, 1108, 305]
- article-lenin: [284, 824, 418, 995]
- body-text: ΑΘΗΝΑΙ, 2. — Συνεχίζεται ἡ συζήτησις ἐπὶ τοῦ θέματος, κατὰ τὰς πληροφορίας τῶν ἁρμοδίων κύκλων. Ὡς ἀνεκοινώθη χθές, αἱ σχετικαὶ ἀποφάσεις θὰ ληφθοῦν ἐντὸς τῶν προσεχῶν ἡμερῶν, ἐνῶ ἡ κυβέρνησις ἐξετάζει τὰ μέτρα τὰ ὁποῖα πρέπει νὰ ληφθοῦν. Αἱ συνεννοήσεις συνεχίζονται μετὰ τῶν ἐνδιαφερομένων, ἀναμένεται δὲ ὅτι αἱ διαπραγματεύσεις θὰ ὁλοκληρωθοῦν συντόμως. Ὁ ἁρμόδιος ὑπουργὸς ἐδήλωσεν ὅτι ἡ κατάστασις παρακολουθεῖται στενῶς καὶ ὅτι τὸ ζήτημα θὰ τεθῇ ἐνώπιον τοῦ ὑπουργικοῦ συμβουλίου.: [991, 358, 1141, 463]
- body-text: ΑΘΗΝΑΙ, 2. — Συνεχίζεται ἡ συζήτησις ἐπὶ τοῦ θέματος, κατὰ τὰς πληροφορίας τῶν ἁρμοδίων κύκλων. Ὡς ἀνεκοινώθη χθές, αἱ σχετικαὶ ἀποφάσεις θὰ ληφθοῦν ἐντὸς τῶν προσεχῶν ἡμερῶν, ἐνῶ ἡ κυβέρνησις ἐξετάζει τὰ μέτρα τὰ ὁποῖα πρέπει νὰ ληφθοῦν. Αἱ συνεννοήσεις συνεχίζονται μετὰ τῶν ἐνδιαφερομένων, ἀναμένεται δὲ ὅτι αἱ διαπραγματεύσεις θὰ ὁλοκληρωθοῦν συντόμως. Ὁ ἁρμόδιος ὑπουργὸς ἐδήλωσεν ὅτι ἡ κατάστασις παρακολουθεῖται στενῶς καὶ ὅτι τὸ ζήτημα θὰ τεθῇ ἐνώπιον τοῦ ὑπουργικοῦ συμβουλίου.: [693, 2379, 827, 2499]
- body-text: ΑΘΗΝΑΙ, 2. — Συνεχίζεται ἡ συζήτησις ἐπὶ τοῦ θέματος, κατὰ τὰς πληροφορίας τῶν ἁρμοδίων κύκλων. Ὡς ἀνεκοινώθη χθές, αἱ σχετικαὶ ἀποφάσεις θὰ ληφθοῦν ἐντὸς τῶν προσεχῶν ἡμερῶν, ἐνῶ ἡ κυβέρνησις ἐξετάζει τὰ μέτρα τὰ ὁποῖα πρέπει νὰ ληφθοῦν. Αἱ συνεννοήσεις συνεχίζονται μετὰ τῶν ἐνδιαφερομένων, ἀναμένεται δὲ ὅτι αἱ διαπραγματεύσεις θὰ ὁλοκληρωθοῦν συντόμως. Ὁ ἁρμόδιος ὑπουργὸς ἐδήλωσεν ὅτι ἡ κατάστασις παρακολουθεῖται στενῶς καὶ ὅτι τὸ ζήτημα θὰ τεθῇ ἐνώπιον τοῦ ὑπουργικοῦ συμβουλίου.: [693, 1534, 827, 1655]
- article-behan: [693, 2188, 827, 2360]
- price-row: [284, 1106, 418, 1113]
- headline: ΜΙΚΡΑ ΕΓΧΩΡΙΑ ΝΕΑ: [706, 2364, 813, 2377]
- subheadline: ΤΟ ΠΑΝΕΠΙΣΤΗΜΙΑΚΟΝ ΑΣΥΛΟΝ ΕΧΕΙ ΚΑΤΑΡΓΗΘΗ— ΠΟΙΑ ΤΑ ΕΤΗ.— Ο ΡΟΛΟΣ ΤΗΣ ΓΕΡΜΑΝΙΚΗΣ ΚΑΤΟΧΗΣ.-ΔΙΑΒΡΩΣΙΣ: [6, 2075, 273, 2113]
- headline: ΕΒΕΛΤΙΩΘΗ Η ΥΓΕΙΑ ΤΟΥ ΣΥΓΓΡΑΦΕΩΣ ΜΠΕΧΑΝ: [708, 2193, 812, 2231]
- headline: ΝΑΥΑΓΟΣΩΣΤΙΚΟΙ ΣΤΑΘΜΟΙ ΕΙΣ ΤΗΝ ΑΝ. ΜΕΣΟΓΕΙΟΝ: [23, 1598, 116, 1635]
- body-text: ΑΘΗΝΑΙ, 2. — Συνεχίζεται ἡ συζήτησις ἐπὶ τοῦ θέματος, κατὰ τὰς πληροφορίας τῶν ἁρμοδίων κύκλων. Ὡς ἀνεκοινώθη χθές, αἱ σχετικαὶ ἀποφάσεις θὰ ληφθοῦν ἐντὸς τῶν προσεχῶν ἡμερῶν, ἐνῶ ἡ κυβέρνησις ἐξετάζει τὰ μέτρα τὰ ὁποῖα πρέπει νὰ ληφθοῦν. Αἱ συνεννοήσεις συνεχίζονται μετὰ τῶν ἐνδιαφερομένων, ἀναμένεται δὲ ὅτι αἱ διαπραγματεύσεις θὰ ὁλοκληρωθοῦν συντόμως. Ὁ ἁρμόδιος ὑπουργὸς ἐδήλωσεν ὅτι ἡ κατάστασις παρακολουθεῖται στενῶς καὶ ὅτι τὸ ζήτημα θὰ τεθῇ ἐνώπιον τοῦ ὑπουργικοῦ συμβουλίου.: [693, 983, 827, 1105]
- body-text: ΑΘΗΝΑΙ, 2. — Συνεχίζεται ἡ συζήτησις ἐπὶ τοῦ θέματος, κατὰ τὰς πληροφορίας τῶν ἁρμοδίων κύκλων. Ὡς ἀνεκοινώθη χθές, αἱ σχετικαὶ ἀποφάσεις θὰ ληφθοῦν ἐντὸς τῶν προσεχῶν ἡμερῶν, ἐνῶ ἡ κυβέρνησις ἐξετάζει τὰ μέτρα τὰ ὁποῖα πρέπει νὰ ληφθοῦν. Αἱ συνεννοήσεις συνεχίζονται μετὰ τῶν ἐνδιαφερομένων, ἀναμένεται δὲ ὅτι αἱ διαπραγματεύσεις θὰ ὁλοκληρωθοῦν συντόμως. Ὁ ἁρμόδιος ὑπουργὸς ἐδήλωσεν ὅτι ἡ κατάστασις παρακολουθεῖται στενῶς καὶ ὅτι τὸ ζήτημα θὰ τεθῇ ἐνώπιον τοῦ ὑπουργικοῦ συμβουλίου.: [836, 1286, 986, 1390]
- body-text: ΑΘΗΝΑΙ, 2. — Συνεχίζεται ἡ συζήτησις ἐπὶ τοῦ θέματος, κατὰ τὰς πληροφορίας τῶν ἁρμοδίων κύκλων. Ὡς ἀνεκοινώθη χθές, αἱ σχετικαὶ ἀποφάσεις θὰ ληφθοῦν ἐντὸς τῶν προσεχῶν ἡμερῶν, ἐνῶ ἡ κυβέρνησις ἐξετάζει τὰ μέτρα τὰ ὁποῖα πρέπει νὰ ληφθοῦν. Αἱ συνεννοήσεις συνεχίζονται μετὰ τῶν ἐνδιαφερομένων, ἀναμένεται δὲ ὅτι αἱ διαπραγματεύσεις θὰ ὁλοκληρωθοῦν συντόμως. Ὁ ἁρμόδιος ὑπουργὸς ἐδήλωσεν ὅτι ἡ κατάστασις παρακολουθεῖται στενῶς καὶ ὅτι τὸ ζήτημα θὰ τεθῇ ἐνώπιον τοῦ ὑπουργικοῦ συμβουλίου.: [4, 163, 135, 292]
- body-text: ΑΘΗΝΑΙ, 2. — Συνεχίζεται ἡ συζήτησις ἐπὶ τοῦ θέματος, κατὰ τὰς πληροφορίας τῶν ἁρμοδίων κύκλων. Ὡς ἀνεκοινώθη χθές, αἱ σχετικαὶ ἀποφάσεις θὰ ληφθοῦν ἐντὸς τῶν προσεχῶν ἡμερῶν, ἐνῶ ἡ κυβέρνησις ἐξετάζει τὰ μέτρα τὰ ὁποῖα πρέπει νὰ ληφθοῦν. Αἱ συνεννοήσεις συνεχίζονται μετὰ τῶν ἐνδιαφερομένων, ἀναμένεται δὲ ὅτι αἱ διαπραγματεύσεις θὰ ὁλοκληρωθοῦν συντόμως. Ὁ ἁρμόδιος ὑπουργὸς ἐδήλωσεν ὅτι ἡ κατάστασις παρακολουθεῖται στενῶς καὶ ὅτι τὸ ζήτημα θὰ τεθῇ ἐνώπιον τοῦ ὑπουργικοῦ συμβουλίου.: [693, 90, 827, 211]
- headline: Ο Κ. ΜΕΣΜΕΡ ΑΝΑΧΩΡΕΙ ΕΙΣ ΚΑΜΠΟΔΖΙΑΝ: [314, 1836, 388, 1874]
- body-text: ΑΘΗΝΑΙ, 2. — Συνεχίζεται ἡ συζήτησις ἐπὶ τοῦ θέματος, κατὰ τὰς πληροφορίας τῶν ἁρμοδίων κύκλων. Ὡς ἀνεκοινώθη χθές, αἱ σχετικαὶ ἀποφάσεις θὰ ληφθοῦν ἐντὸς τῶν προσεχῶν ἡμερῶν, ἐνῶ ἡ κυβέρνησις ἐξετάζει τὰ μέτρα τὰ ὁποῖα πρέπει νὰ ληφθοῦν. Αἱ συνεννοήσεις συνεχίζονται μετὰ τῶν ἐνδιαφερομένων, ἀναμένεται δὲ ὅτι αἱ διαπραγματεύσεις θὰ ὁλοκληρωθοῦν συντόμως. Ὁ ἁρμόδιος ὑπουργὸς ἐδήλωσεν ὅτι ἡ κατάστασις παρακολουθεῖται στενῶς καὶ ὅτι τὸ ζήτημα θὰ τεθῇ ἐνώπιον τοῦ ὑπουργικοῦ συμβουλίου.: [427, 745, 683, 809]
- body-text: ΑΘΗΝΑΙ, 2. — Συνεχίζεται ἡ συζήτησις ἐπὶ τοῦ θέματος, κατὰ τὰς πληροφορίας τῶν ἁρμοδίων κύκλων. Ὡς ἀνεκοινώθη χθές, αἱ σχετικαὶ ἀποφάσεις θὰ ληφθοῦν ἐντὸς τῶν προσεχῶν ἡμερῶν, ἐνῶ ἡ κυβέρνησις ἐξετάζει τὰ μέτρα τὰ ὁποῖα πρέπει νὰ ληφθοῦν. Αἱ συνεννοήσεις συνεχίζονται μετὰ τῶν ἐνδιαφερομένων, ἀναμένεται δὲ ὅτι αἱ διαπραγματεύσεις θὰ ὁλοκληρωθοῦν συντόμως. Ὁ ἁρμόδιος ὑπουργὸς ἐδήλωσεν ὅτι ἡ κατάστασις παρακολουθεῖται στενῶς καὶ ὅτι τὸ ζήτημα θὰ τεθῇ ἐνώπιον τοῦ ὑπουργικοῦ συμβουλίου.: [693, 2231, 827, 2352]
- subheadline: ΤΟΥ ΦΟΝΕΥΘΕΝΤΟΣ ΥΠΟ ΤΟΥ ΟΣΒΑΛΝΤ: [700, 765, 819, 786]
- body-text: ΑΘΗΝΑΙ, 2. — Συνεχίζεται ἡ συζήτησις ἐπὶ τοῦ θέματος, κατὰ τὰς πληροφορίας τῶν ἁρμοδίων κύκλων. Ὡς ἀνεκοινώθη χθές, αἱ σχετικαὶ ἀποφάσεις θὰ ληφθοῦν ἐντὸς τῶν προσεχῶν ἡμερῶν, ἐνῶ ἡ κυβέρνησις ἐξετάζει τὰ μέτρα τὰ ὁποῖα πρέπει νὰ ληφθοῦν. Αἱ συνεννοήσεις συνεχίζονται μετὰ τῶν ἐνδιαφερομένων, ἀναμένεται δὲ ὅτι αἱ διαπραγματεύσεις θὰ ὁλοκληρωθοῦν συντόμως. Ὁ ἁρμόδιος ὑπουργὸς ἐδήλωσεν ὅτι ἡ κατάστασις παρακολουθεῖται στενῶς καὶ ὅτι τὸ ζήτημα θὰ τεθῇ ἐνώπιον τοῦ ὑπουργικοῦ συμβουλίου.: [991, 1507, 1141, 1612]
- intertitle: Ο ΡΟΛΟΣ ΤΗΣ ΚΑΤΟΧΗΣ: [163, 2432, 254, 2440]
- place-heading: ΑΠΟ ΤΗΝ ΚΟΜΟΤΗΝΗΝ: [427, 812, 518, 820]
- article-partizan: [693, 2016, 827, 2188]
- body-text: ΑΘΗΝΑΙ, 2. — Συνεχίζεται ἡ συζήτησις ἐπὶ τοῦ θέματος, κατὰ τὰς πληροφορίας τῶν ἁρμοδίων κύκλων. Ὡς ἀνεκοινώθη χθές, αἱ σχετικαὶ ἀποφάσεις θὰ ληφθοῦν ἐντὸς τῶν προσεχῶν ἡμερῶν, ἐνῶ ἡ κυβέρνησις ἐξετάζει τὰ μέτρα τὰ ὁποῖα πρέπει νὰ ληφθοῦν. Αἱ συνεννοήσεις συνεχίζονται μετὰ τῶν ἐνδιαφερομένων, ἀναμένεται δὲ ὅτι αἱ διαπραγματεύσεις θὰ ὁλοκληρωθοῦν συντόμως. Ὁ ἁρμόδιος ὑπουργὸς ἐδήλωσεν ὅτι ἡ κατάστασις παρακολουθεῖται στενῶς καὶ ὅτι τὸ ζήτημα θὰ τεθῇ ἐνώπιον τοῦ ὑπουργικοῦ συμβουλίου.: [143, 216, 275, 345]
- body-text: ΑΘΗΝΑΙ, 2. — Συνεχίζεται ἡ συζήτησις ἐπὶ τοῦ θέματος, κατὰ τὰς πληροφορίας τῶν ἁρμοδίων κύκλων. Ὡς ἀνεκοινώθη χθές, αἱ σχετικαὶ ἀποφάσεις θὰ ληφθοῦν ἐντὸς τῶν προσεχῶν ἡμερῶν, ἐνῶ ἡ κυβέρνησις ἐξετάζει τὰ μέτρα τὰ ὁποῖα πρέπει νὰ ληφθοῦν. Αἱ συνεννοήσεις συνεχίζονται μετὰ τῶν ἐνδιαφερομένων, ἀναμένεται δὲ ὅτι αἱ διαπραγματεύσεις θὰ ὁλοκληρωθοῦν συντόμως. Ὁ ἁρμόδιος ὑπουργὸς ἐδήλωσεν ὅτι ἡ κατάστασις παρακολουθεῖται στενῶς καὶ ὅτι τὸ ζήτημα θὰ τεθῇ ἐνώπιον τοῦ ὑπουργικοῦ συμβουλίου.: [284, 512, 418, 633]
- article-xionoptoseis: [4, 632, 135, 940]
- headline: ΥΠΑΛΛΗΛΟΣ ΥΠΕΞΗΡΕΣΕ 228.400 ΔΡΑΧΜΑΣ ΕΚ ΤΗΣ "ΠΕΤΡΟΓΚΑΖ": [295, 252, 407, 305]
- body-text: ΑΘΗΝΑΙ, 2. — Συνεχίζεται ἡ συζήτησις ἐπὶ τοῦ θέματος, κατὰ τὰς πληροφορίας τῶν ἁρμοδίων κύκλων. Ὡς ἀνεκοινώθη χθές, αἱ σχετικαὶ ἀποφάσεις θὰ ληφθοῦν ἐντὸς τῶν προσεχῶν ἡμερῶν, ἐνῶ ἡ κυβέρνησις ἐξετάζει τὰ μέτρα τὰ ὁποῖα πρέπει νὰ ληφθοῦν. Αἱ συνεννοήσεις συνεχίζονται μετὰ τῶν ἐνδιαφερομένων, ἀναμένεται δὲ ὅτι αἱ διαπραγματεύσεις θὰ ὁλοκληρωθοῦν συντόμως. Ὁ ἁρμόδιος ὑπουργὸς ἐδήλωσεν ὅτι ἡ κατάστασις παρακολουθεῖται στενῶς καὶ ὅτι τὸ ζήτημα θὰ τεθῇ ἐνώπιον τοῦ ὑπουργικοῦ συμβουλίου.: [991, 975, 1141, 1080]
- headline: ΟΙ ΣΥΝΤΑΞΙΟΥΧΟΙ ΤΕΒΕ ΖΗΤΟΥΝ ΑΝΤΙΚΑΤΑΣΤΑΣΙΝ ΤΗΣ ΔΙΟΙΚΗΣΕΩΣ ΑΥΤΟΥ: [1001, 652, 1131, 707]
